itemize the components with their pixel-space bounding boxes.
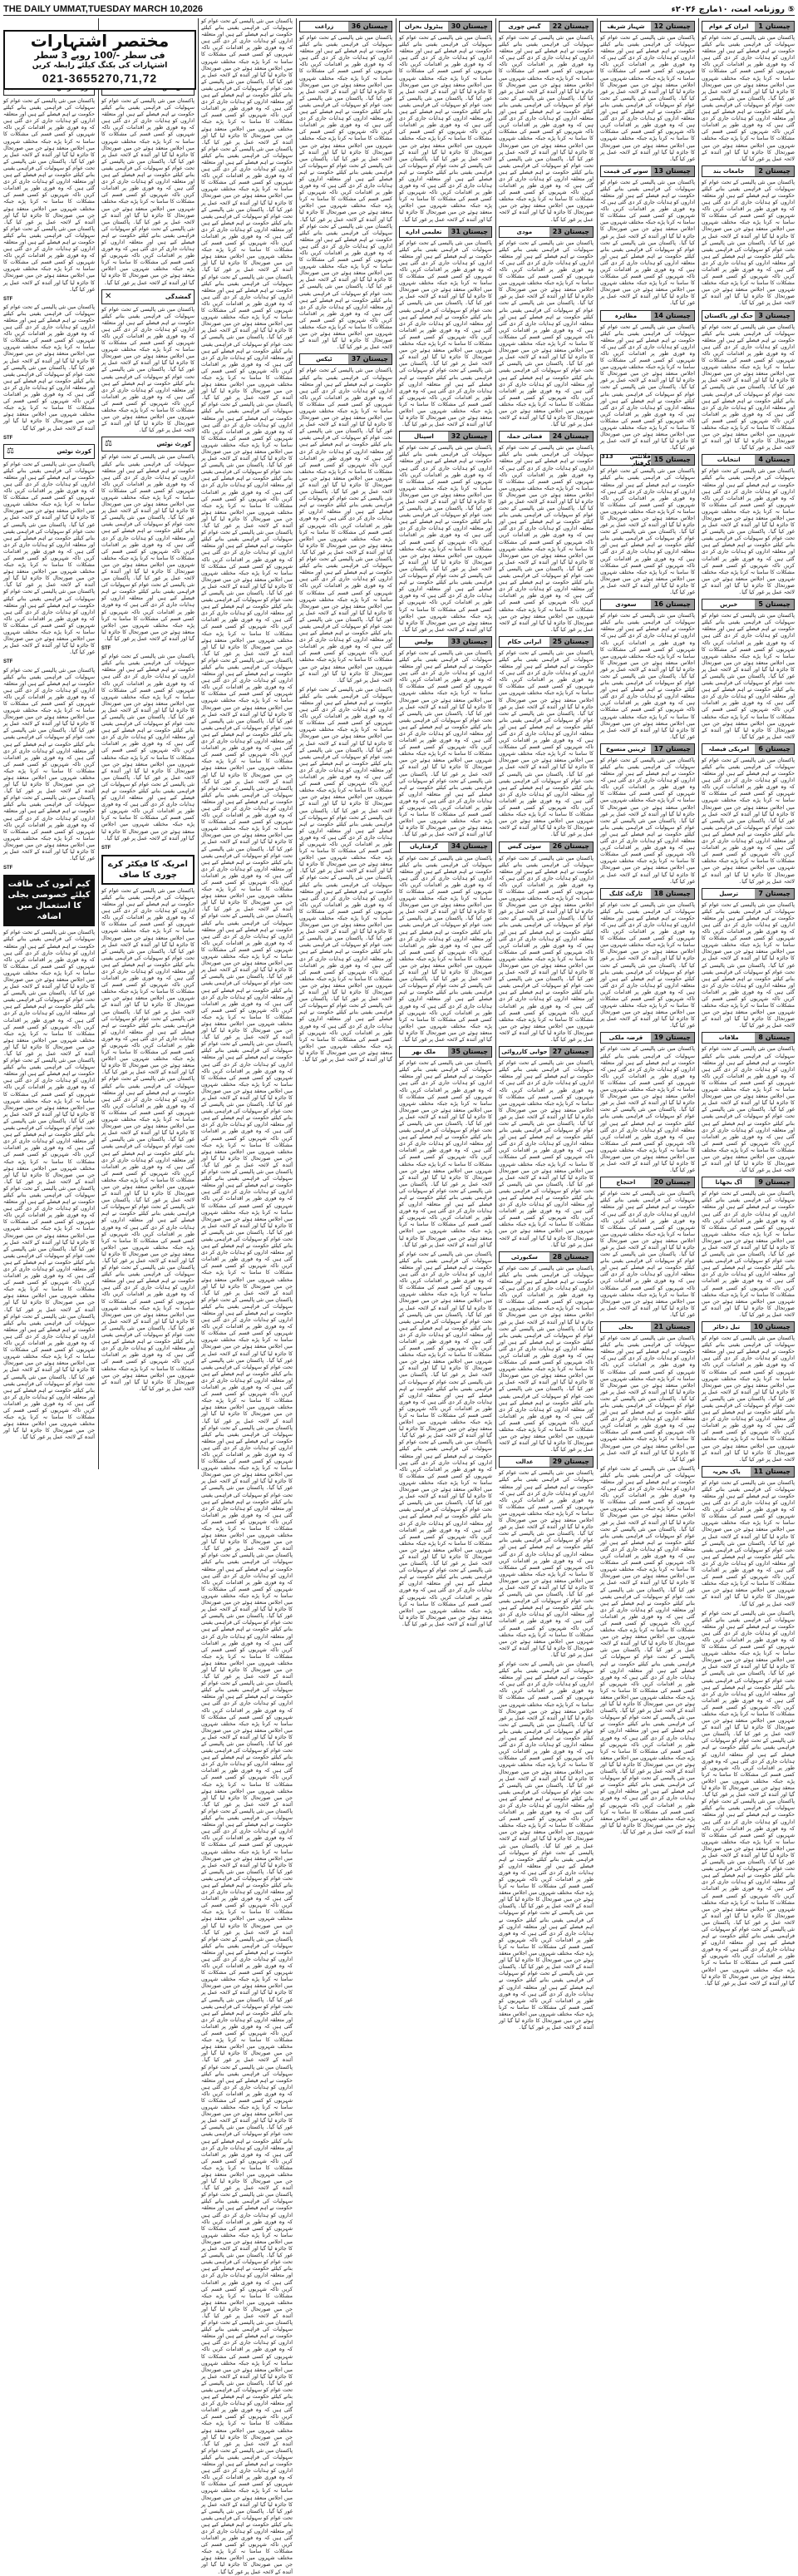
story-number: چیستان 26 <box>549 842 593 852</box>
story-title: عدالت <box>500 1457 549 1467</box>
article-text: پاکستان میں نئی پالیسی کے تحت عوام کو سہولیات کی فراہمی یقینی بنانے کیلئے حکومت نے اہم فیصلے کیے ہیں اور متعلقہ اداروں کو ہدایات جاری کر دی گئی ہیں کہ وہ فوری طور پر اقدامات کریں تاکہ شہریوں کو کسی قسم کی مشکلات کا سامنا نہ کرنا پڑے جبکہ مختلف شہروں میں اجلاس منعقد ہوئے جن میں صورتحال کا جائزہ لیا گیا اور آئندہ کے لائحہ عمل پر غور کیا گیا۔ پاکستان میں نئی پالیسی کے تحت عوام کو سہولیات کی فراہمی یقینی بنانے کیلئے حکومت نے اہم فیصلے کیے ہیں اور متعلقہ اداروں کو ہدایات جاری کر دی گئی ہیں کہ وہ فوری طور پر اقدامات کریں تاکہ شہریوں کو کسی قسم کی مشکلات کا سامنا نہ کرنا پڑے جبکہ مختلف شہروں میں اجلاس منعقد ہوئے جن میں صورتحال کا جائزہ لیا گیا اور آئندہ کے لائحہ عمل پر غور کیا گیا۔ <box>702 1335 795 1463</box>
story-header <box>702 310 795 322</box>
story-number: چیستان 9 <box>755 1177 794 1187</box>
story-title: بجلی <box>601 1322 651 1332</box>
column-divider <box>198 18 199 1469</box>
stf-tag: STF <box>3 659 13 665</box>
article-text: پاکستان میں نئی پالیسی کے تحت عوام کو سہولیات کی فراہمی یقینی بنانے کیلئے حکومت نے اہم فیصلے کیے ہیں اور متعلقہ اداروں کو ہدایات جاری کر دی گئی ہیں کہ وہ فوری طور پر اقدامات کریں تاکہ شہریوں کو کسی قسم کی مشکلات کا سامنا نہ کرنا پڑے جبکہ مختلف شہروں میں اجلاس منعقد ہوئے جن میں صورتحال کا جائزہ لیا گیا اور آئندہ کے لائحہ عمل پر غور کیا گیا۔ پاکستان میں نئی پالیسی کے تحت عوام کو سہولیات کی فراہمی یقینی بنانے کیلئے حکومت نے اہم فیصلے کیے ہیں اور متعلقہ اداروں کو ہدایات جاری کر دی گئی ہیں کہ وہ فوری طور پر اقدامات کریں تاکہ شہریوں کو کسی قسم کی مشکلات کا سامنا نہ کرنا پڑے جبکہ مختلف شہروں میں اجلاس منعقد ہوئے جن میں صورتحال کا جائزہ لیا گیا اور آئندہ کے لائحہ عمل پر غور کیا گیا۔ پاکستان میں نئی پالیسی کے تحت عوام کو سہولیات کی فراہمی یقینی بنانے کیلئے حکومت نے اہم فیصلے کیے ہیں اور متعلقہ اداروں کو ہدایات جاری کر دی گئی ہیں کہ وہ فوری طور پر اقدامات کریں تاکہ شہریوں کو کسی قسم کی مشکلات کا سامنا نہ کرنا پڑے جبکہ مختلف شہروں میں اجلاس منعقد ہوئے جن میں صورتحال کا جائزہ لیا گیا اور آئندہ کے لائحہ عمل پر غور کیا گیا۔ <box>399 649 492 838</box>
article-text: پاکستان میں نئی پالیسی کے تحت عوام کو سہولیات کی فراہمی یقینی بنانے کیلئے حکومت نے اہم فیصلے کیے ہیں اور متعلقہ اداروں کو ہدایات جاری کر دی گئی ہیں کہ وہ فوری طور پر اقدامات کریں تاکہ شہریوں کو کسی قسم کی مشکلات کا سامنا نہ کرنا پڑے جبکہ مختلف شہروں میں اجلاس منعقد ہوئے جن میں صورتحال کا جائزہ لیا گیا اور آئندہ کے لائحہ عمل پر غور کیا گیا۔ پاکستان میں نئی پالیسی کے تحت عوام کو سہولیات کی فراہمی یقینی بنانے کیلئے حکومت نے اہم فیصلے کیے ہیں اور متعلقہ اداروں کو ہدایات جاری کر دی گئی ہیں کہ وہ فوری طور پر اقدامات کریں تاکہ شہریوں کو کسی قسم کی مشکلات کا سامنا نہ کرنا پڑے جبکہ مختلف شہروں میں اجلاس منعقد ہوئے جن میں صورتحال کا جائزہ لیا گیا اور آئندہ کے لائحہ عمل پر غور کیا گیا۔ پاکستان میں نئی پالیسی کے تحت عوام کو سہولیات کی فراہمی یقینی بنانے کیلئے حکومت نے اہم فیصلے کیے ہیں اور متعلقہ اداروں کو ہدایات جاری کر دی گئی ہیں کہ وہ فوری طور پر اقدامات کریں تاکہ شہریوں کو کسی قسم کی مشکلات کا سامنا نہ کرنا پڑے جبکہ مختلف شہروں میں اجلاس منعقد ہوئے جن میں صورتحال کا جائزہ لیا گیا اور آئندہ کے لائحہ عمل پر غور کیا گیا۔ پاکستان میں نئی پالیسی کے تحت عوام کو سہولیات کی فراہمی یقینی بنانے کیلئے حکومت نے اہم فیصلے کیے ہیں اور متعلقہ اداروں کو ہدایات جاری کر دی گئی ہیں کہ وہ فوری طور پر اقدامات کریں تاکہ شہریوں کو کسی قسم کی مشکلات کا سامنا نہ کرنا پڑے جبکہ مختلف شہروں میں اجلاس منعقد ہوئے جن میں صورتحال کا جائزہ لیا گیا اور آئندہ کے لائحہ عمل پر غور کیا گیا۔ پاکستان میں نئی پالیسی کے تحت عوام کو سہولیات کی فراہمی یقینی بنانے کیلئے حکومت نے اہم فیصلے کیے ہیں اور متعلقہ اداروں کو ہدایات جاری کر دی گئی ہیں کہ وہ فوری طور پر اقدامات کریں تاکہ شہریوں کو کسی قسم کی مشکلات کا سامنا نہ کرنا پڑے جبکہ مختلف شہروں میں اجلاس منعقد ہوئے جن میں صورتحال کا جائزہ لیا گیا اور آئندہ کے لائحہ عمل پر غور کیا گیا۔ پاکستان میں نئی پالیسی کے تحت عوام کو سہولیات کی فراہمی یقینی بنانے کیلئے حکومت نے اہم فیصلے کیے ہیں اور متعلقہ اداروں کو ہدایات جاری کر دی گئی ہیں کہ وہ فوری طور پر اقدامات کریں تاکہ شہریوں کو کسی قسم کی مشکلات کا سامنا نہ کرنا پڑے جبکہ مختلف شہروں میں اجلاس منعقد ہوئے جن میں صورتحال کا جائزہ لیا گیا اور آئندہ کے لائحہ عمل پر غور کیا گیا۔ <box>399 1251 492 1627</box>
article-text: پاکستان میں نئی پالیسی کے تحت عوام کو سہولیات کی فراہمی یقینی بنانے کیلئے حکومت نے اہم فیصلے کیے ہیں اور متعلقہ اداروں کو ہدایات جاری کر دی گئی ہیں کہ وہ فوری طور پر اقدامات کریں تاکہ شہریوں کو کسی قسم کی مشکلات کا سامنا نہ کرنا پڑے جبکہ مختلف شہروں میں اجلاس منعقد ہوئے جن میں صورتحال کا جائزہ لیا گیا اور آئندہ کے لائحہ عمل پر غور کیا گیا۔ پاکستان میں نئی پالیسی کے تحت عوام کو سہولیات کی فراہمی یقینی بنانے کیلئے حکومت نے اہم فیصلے کیے ہیں اور متعلقہ اداروں کو ہدایات جاری کر دی گئی ہیں کہ وہ فوری طور پر اقدامات کریں تاکہ شہریوں کو کسی قسم کی مشکلات کا سامنا نہ کرنا پڑے جبکہ مختلف شہروں میں اجلاس منعقد ہوئے جن میں صورتحال کا جائزہ لیا گیا اور آئندہ کے لائحہ عمل پر غور کیا گیا۔ پاکستان میں نئی پالیسی کے تحت عوام کو سہولیات کی فراہمی یقینی بنانے کیلئے حکومت نے اہم فیصلے کیے ہیں اور متعلقہ اداروں کو ہدایات جاری کر دی گئی ہیں کہ وہ فوری طور پر اقدامات کریں تاکہ شہریوں کو کسی قسم کی مشکلات کا سامنا نہ کرنا پڑے جبکہ مختلف شہروں میں اجلاس منعقد ہوئے جن میں صورتحال کا جائزہ لیا گیا اور آئندہ کے لائحہ عمل پر غور کیا گیا۔ پاکستان میں نئی پالیسی کے تحت عوام کو سہولیات کی فراہمی یقینی بنانے کیلئے حکومت نے اہم فیصلے کیے ہیں اور متعلقہ اداروں کو ہدایات جاری کر دی گئی ہیں کہ وہ فوری طور پر اقدامات کریں تاکہ شہریوں کو کسی قسم کی مشکلات کا سامنا نہ کرنا پڑے جبکہ مختلف شہروں میں اجلاس منعقد ہوئے جن میں صورتحال کا جائزہ لیا گیا اور آئندہ کے لائحہ عمل پر غور کیا گیا۔ پاکستان میں نئی پالیسی کے تحت عوام کو سہولیات کی فراہمی یقینی بنانے کیلئے حکومت نے اہم فیصلے کیے ہیں اور متعلقہ اداروں کو ہدایات جاری کر دی گئی ہیں کہ وہ فوری طور پر اقدامات کریں تاکہ شہریوں کو کسی قسم کی مشکلات کا سامنا نہ کرنا پڑے جبکہ مختلف شہروں میں اجلاس منعقد ہوئے جن میں صورتحال کا جائزہ لیا گیا اور آئندہ کے لائحہ عمل پر غور کیا گیا۔ پاکستان میں نئی پالیسی کے تحت عوام کو سہولیات کی فراہمی یقینی بنانے کیلئے حکومت نے اہم فیصلے کیے ہیں اور متعلقہ اداروں کو ہدایات جاری کر دی گئی ہیں کہ وہ فوری طور پر اقدامات کریں تاکہ شہریوں کو کسی قسم کی مشکلات کا سامنا نہ کرنا پڑے جبکہ مختلف شہروں میں اجلاس منعقد ہوئے جن میں صورتحال کا جائزہ لیا گیا اور آئندہ کے لائحہ عمل پر غور کیا گیا۔ پاکستان میں نئی پالیسی کے تحت عوام کو سہولیات کی فراہمی یقینی بنانے کیلئے حکومت نے اہم فیصلے کیے ہیں اور متعلقہ اداروں کو ہدایات جاری کر دی گئی ہیں کہ وہ فوری طور پر اقدامات کریں تاکہ شہریوں کو کسی قسم کی مشکلات کا سامنا نہ کرنا پڑے جبکہ مختلف شہروں میں اجلاس منعقد ہوئے جن میں صورتحال کا جائزہ لیا گیا اور آئندہ کے لائحہ عمل پر غور کیا گیا۔ پاکستان میں نئی پالیسی کے تحت عوام کو سہولیات کی فراہمی یقینی بنانے کیلئے حکومت نے اہم فیصلے کیے ہیں اور متعلقہ اداروں کو ہدایات جاری کر دی گئی ہیں کہ وہ فوری طور پر اقدامات کریں تاکہ شہریوں کو کسی قسم کی مشکلات کا سامنا نہ کرنا پڑے جبکہ مختلف شہروں میں اجلاس منعقد ہوئے جن میں صورتحال کا جائزہ لیا گیا اور آئندہ کے لائحہ عمل پر غور کیا گیا۔ <box>101 887 195 1392</box>
article-text: پاکستان میں نئی پالیسی کے تحت عوام کو سہولیات کی فراہمی یقینی بنانے کیلئے حکومت نے اہم فیصلے کیے ہیں اور متعلقہ اداروں کو ہدایات جاری کر دی گئی ہیں کہ وہ فوری طور پر اقدامات کریں تاکہ شہریوں کو کسی قسم کی مشکلات کا سامنا نہ کرنا پڑے جبکہ مختلف شہروں میں اجلاس منعقد ہوئے جن میں صورتحال کا جائزہ لیا گیا اور آئندہ کے لائحہ عمل پر غور کیا گیا۔ پاکستان میں نئی پالیسی کے تحت عوام کو سہولیات کی فراہمی یقینی بنانے کیلئے حکومت نے اہم فیصلے کیے ہیں اور متعلقہ اداروں کو ہدایات جاری کر دی گئی ہیں کہ وہ فوری طور پر اقدامات کریں تاکہ شہریوں کو کسی قسم کی مشکلات کا سامنا نہ کرنا پڑے جبکہ مختلف شہروں میں اجلاس منعقد ہوئے جن میں صورتحال کا جائزہ لیا گیا اور آئندہ کے لائحہ عمل پر غور کیا گیا۔ پاکستان میں نئی پالیسی کے تحت عوام کو سہولیات کی فراہمی یقینی بنانے کیلئے حکومت نے اہم فیصلے کیے ہیں اور متعلقہ اداروں کو ہدایات جاری کر دی گئی ہیں کہ وہ فوری طور پر اقدامات کریں تاکہ شہریوں کو کسی قسم کی مشکلات کا سامنا نہ کرنا پڑے جبکہ مختلف شہروں میں اجلاس منعقد ہوئے جن میں صورتحال کا جائزہ لیا گیا اور آئندہ کے لائحہ عمل پر غور کیا گیا۔ <box>3 461 95 656</box>
article-text: پاکستان میں نئی پالیسی کے تحت عوام کو سہولیات کی فراہمی یقینی بنانے کیلئے حکومت نے اہم فیصلے کیے ہیں اور متعلقہ اداروں کو ہدایات جاری کر دی گئی ہیں کہ وہ فوری طور پر اقدامات کریں تاکہ شہریوں کو کسی قسم کی مشکلات کا سامنا نہ کرنا پڑے جبکہ مختلف شہروں میں اجلاس منعقد ہوئے جن میں صورتحال کا جائزہ لیا گیا اور آئندہ کے لائحہ عمل پر غور کیا گیا۔ پاکستان میں نئی پالیسی کے تحت عوام کو سہولیات کی فراہمی یقینی بنانے کیلئے حکومت نے اہم فیصلے کیے ہیں اور متعلقہ اداروں کو ہدایات جاری کر دی گئی ہیں کہ وہ فوری طور پر اقدامات کریں تاکہ شہریوں کو کسی قسم کی مشکلات کا سامنا نہ کرنا پڑے جبکہ مختلف شہروں میں اجلاس منعقد ہوئے جن میں صورتحال کا جائزہ لیا گیا اور آئندہ کے لائحہ عمل پر غور کیا گیا۔ <box>600 323 695 452</box>
ad-phone: 021-3655270,71,72 <box>42 72 158 85</box>
newspaper-page <box>3 3 795 2575</box>
story-title: سوئی گیس <box>500 842 549 852</box>
story-title: ایران کے عوام <box>702 22 755 32</box>
article-text: پاکستان میں نئی پالیسی کے تحت عوام کو سہولیات کی فراہمی یقینی بنانے کیلئے حکومت نے اہم فیصلے کیے ہیں اور متعلقہ اداروں کو ہدایات جاری کر دی گئی ہیں کہ وہ فوری طور پر اقدامات کریں تاکہ شہریوں کو کسی قسم کی مشکلات کا سامنا نہ کرنا پڑے جبکہ مختلف شہروں میں اجلاس منعقد ہوئے جن میں صورتحال کا جائزہ لیا گیا اور آئندہ کے لائحہ عمل پر غور کیا گیا۔ پاکستان میں نئی پالیسی کے تحت عوام کو سہولیات کی فراہمی یقینی بنانے کیلئے حکومت نے اہم فیصلے کیے ہیں اور متعلقہ اداروں کو ہدایات جاری کر دی گئی ہیں کہ وہ فوری طور پر اقدامات کریں تاکہ شہریوں کو کسی قسم کی مشکلات کا سامنا نہ کرنا پڑے جبکہ مختلف شہروں میں اجلاس منعقد ہوئے جن میں صورتحال کا جائزہ لیا گیا اور آئندہ کے لائحہ عمل پر غور کیا گیا۔ پاکستان میں نئی پالیسی کے تحت عوام کو سہولیات کی فراہمی یقینی بنانے کیلئے حکومت نے اہم فیصلے کیے ہیں اور متعلقہ اداروں کو ہدایات جاری کر دی گئی ہیں کہ وہ فوری طور پر اقدامات کریں تاکہ شہریوں کو کسی قسم کی مشکلات کا سامنا نہ کرنا پڑے جبکہ مختلف شہروں میں اجلاس منعقد ہوئے جن میں صورتحال کا جائزہ لیا گیا اور آئندہ کے لائحہ عمل پر غور کیا گیا۔ <box>499 1470 594 1658</box>
classified-ad-box <box>3 30 196 90</box>
story-header <box>600 1321 695 1333</box>
column-divider <box>597 18 598 1469</box>
article-text: پاکستان میں نئی پالیسی کے تحت عوام کو سہولیات کی فراہمی یقینی بنانے کیلئے حکومت نے اہم فیصلے کیے ہیں اور متعلقہ اداروں کو ہدایات جاری کر دی گئی ہیں کہ وہ فوری طور پر اقدامات کریں تاکہ شہریوں کو کسی قسم کی مشکلات کا سامنا نہ کرنا پڑے جبکہ مختلف شہروں میں اجلاس منعقد ہوئے جن میں صورتحال کا جائزہ لیا گیا اور آئندہ کے لائحہ عمل پر غور کیا گیا۔ پاکستان میں نئی پالیسی کے تحت عوام کو سہولیات کی فراہمی یقینی بنانے کیلئے حکومت نے اہم فیصلے کیے ہیں اور متعلقہ اداروں کو ہدایات جاری کر دی گئی ہیں کہ وہ فوری طور پر اقدامات کریں تاکہ شہریوں کو کسی قسم کی مشکلات کا سامنا نہ کرنا پڑے جبکہ مختلف شہروں میں اجلاس منعقد ہوئے جن میں صورتحال کا جائزہ لیا گیا اور آئندہ کے لائحہ عمل پر غور کیا گیا۔ <box>600 1335 695 1463</box>
story-header <box>600 21 695 32</box>
story-title: اسپتال <box>400 432 448 442</box>
masthead <box>3 3 795 16</box>
story-number: چیستان 29 <box>549 1457 593 1467</box>
gavel-icon: ⚖ <box>7 446 14 456</box>
story-number: چیستان 4 <box>755 455 794 465</box>
column-divider <box>698 18 699 1469</box>
story-number: چیستان 13 <box>651 166 694 176</box>
story-number: چیستان 35 <box>448 1047 491 1057</box>
story-header <box>399 21 492 32</box>
story-title: قرضہ ملکی <box>601 1033 651 1043</box>
story-number: چیستان 23 <box>549 227 593 237</box>
article-text: پاکستان میں نئی پالیسی کے تحت عوام کو سہولیات کی فراہمی یقینی بنانے کیلئے حکومت نے اہم فیصلے کیے ہیں اور متعلقہ اداروں کو ہدایات جاری کر دی گئی ہیں کہ وہ فوری طور پر اقدامات کریں تاکہ شہریوں کو کسی قسم کی مشکلات کا سامنا نہ کرنا پڑے جبکہ مختلف شہروں میں اجلاس منعقد ہوئے جن میں صورتحال کا جائزہ لیا گیا اور آئندہ کے لائحہ عمل پر غور کیا گیا۔ پاکستان میں نئی پالیسی کے تحت عوام کو سہولیات کی فراہمی یقینی بنانے کیلئے حکومت نے اہم فیصلے کیے ہیں اور متعلقہ اداروں کو ہدایات جاری کر دی گئی ہیں کہ وہ فوری طور پر اقدامات کریں تاکہ شہریوں کو کسی قسم کی مشکلات کا سامنا نہ کرنا پڑے جبکہ مختلف شہروں میں اجلاس منعقد ہوئے جن میں صورتحال کا جائزہ لیا گیا اور آئندہ کے لائحہ عمل پر غور کیا گیا۔ <box>702 757 795 885</box>
story-header <box>399 431 492 442</box>
article-text: پاکستان میں نئی پالیسی کے تحت عوام کو سہولیات کی فراہمی یقینی بنانے کیلئے حکومت نے اہم فیصلے کیے ہیں اور متعلقہ اداروں کو ہدایات جاری کر دی گئی ہیں کہ وہ فوری طور پر اقدامات کریں تاکہ شہریوں کو کسی قسم کی مشکلات کا سامنا نہ کرنا پڑے جبکہ مختلف شہروں میں اجلاس منعقد ہوئے جن میں صورتحال کا جائزہ لیا گیا اور آئندہ کے لائحہ عمل پر غور کیا گیا۔ پاکستان میں نئی پالیسی کے تحت عوام کو سہولیات کی فراہمی یقینی بنانے کیلئے حکومت نے اہم فیصلے کیے ہیں اور متعلقہ اداروں کو ہدایات جاری کر دی گئی ہیں کہ وہ فوری طور پر اقدامات کریں تاکہ شہریوں کو کسی قسم کی مشکلات کا سامنا نہ کرنا پڑے جبکہ مختلف شہروں میں اجلاس منعقد ہوئے جن میں صورتحال کا جائزہ لیا گیا اور آئندہ کے لائحہ عمل پر غور کیا گیا۔ پاکستان میں نئی پالیسی کے تحت عوام کو سہولیات کی فراہمی یقینی بنانے کیلئے حکومت نے اہم فیصلے کیے ہیں اور متعلقہ اداروں کو ہدایات جاری کر دی گئی ہیں کہ وہ فوری طور پر اقدامات کریں تاکہ شہریوں کو کسی قسم کی مشکلات کا سامنا نہ کرنا پڑے جبکہ مختلف شہروں میں اجلاس منعقد ہوئے جن میں صورتحال کا جائزہ لیا گیا اور آئندہ کے لائحہ عمل پر غور کیا گیا۔ پاکستان میں نئی پالیسی کے تحت عوام کو سہولیات کی فراہمی یقینی بنانے کیلئے حکومت نے اہم فیصلے کیے ہیں اور متعلقہ اداروں کو ہدایات جاری کر دی گئی ہیں کہ وہ فوری طور پر اقدامات کریں تاکہ شہریوں کو کسی قسم کی مشکلات کا سامنا نہ کرنا پڑے جبکہ مختلف شہروں میں اجلاس منعقد ہوئے جن میں صورتحال کا جائزہ لیا گیا اور آئندہ کے لائحہ عمل پر غور کیا گیا۔ پاکستان میں نئی پالیسی کے تحت عوام کو سہولیات کی فراہمی یقینی بنانے کیلئے حکومت نے اہم فیصلے کیے ہیں اور متعلقہ اداروں کو ہدایات جاری کر دی گئی ہیں کہ وہ فوری طور پر اقدامات کریں تاکہ شہریوں کو کسی قسم کی مشکلات کا سامنا نہ کرنا پڑے جبکہ مختلف شہروں میں اجلاس منعقد ہوئے جن میں صورتحال کا جائزہ لیا گیا اور آئندہ کے لائحہ عمل پر غور کیا گیا۔ پاکستان میں نئی پالیسی کے تحت عوام کو سہولیات کی فراہمی یقینی بنانے کیلئے حکومت نے اہم فیصلے کیے ہیں اور متعلقہ اداروں کو ہدایات جاری کر دی گئی ہیں کہ وہ فوری طور پر اقدامات کریں تاکہ شہریوں کو کسی قسم کی مشکلات کا سامنا نہ کرنا پڑے جبکہ مختلف شہروں میں اجلاس منعقد ہوئے جن میں صورتحال کا جائزہ لیا گیا اور آئندہ کے لائحہ عمل پر غور کیا گیا۔ <box>299 686 392 1063</box>
story-header <box>702 1466 795 1478</box>
story-header <box>600 454 695 466</box>
article-text: پاکستان میں نئی پالیسی کے تحت عوام کو سہولیات کی فراہمی یقینی بنانے کیلئے حکومت نے اہم فیصلے کیے ہیں اور متعلقہ اداروں کو ہدایات جاری کر دی گئی ہیں کہ وہ فوری طور پر اقدامات کریں تاکہ شہریوں کو کسی قسم کی مشکلات کا سامنا نہ کرنا پڑے جبکہ مختلف شہروں میں اجلاس منعقد ہوئے جن میں صورتحال کا جائزہ لیا گیا اور آئندہ کے لائحہ عمل پر غور کیا گیا۔ پاکستان میں نئی پالیسی کے تحت عوام کو سہولیات کی فراہمی یقینی بنانے کیلئے حکومت نے اہم فیصلے کیے ہیں اور متعلقہ اداروں کو ہدایات جاری کر دی گئی ہیں کہ وہ فوری طور پر اقدامات کریں تاکہ شہریوں کو کسی قسم کی مشکلات کا سامنا نہ کرنا پڑے جبکہ مختلف شہروں میں اجلاس منعقد ہوئے جن میں صورتحال کا جائزہ لیا گیا اور آئندہ کے لائحہ عمل پر غور کیا گیا۔ <box>600 35 695 162</box>
article-text: پاکستان میں نئی پالیسی کے تحت عوام کو سہولیات کی فراہمی یقینی بنانے کیلئے حکومت نے اہم فیصلے کیے ہیں اور متعلقہ اداروں کو ہدایات جاری کر دی گئی ہیں کہ وہ فوری طور پر اقدامات کریں تاکہ شہریوں کو کسی قسم کی مشکلات کا سامنا نہ کرنا پڑے جبکہ مختلف شہروں میں اجلاس منعقد ہوئے جن میں صورتحال کا جائزہ لیا گیا اور آئندہ کے لائحہ عمل پر غور کیا گیا۔ پاکستان میں نئی پالیسی کے تحت عوام کو سہولیات کی فراہمی یقینی بنانے کیلئے حکومت نے اہم فیصلے کیے ہیں اور متعلقہ اداروں کو ہدایات جاری کر دی گئی ہیں کہ وہ فوری طور پر اقدامات کریں تاکہ شہریوں کو کسی قسم کی مشکلات کا سامنا نہ کرنا پڑے جبکہ مختلف شہروں میں اجلاس منعقد ہوئے جن میں صورتحال کا جائزہ لیا گیا اور آئندہ کے لائحہ عمل پر غور کیا گیا۔ پاکستان میں نئی پالیسی کے تحت عوام کو سہولیات کی فراہمی یقینی بنانے کیلئے حکومت نے اہم فیصلے کیے ہیں اور متعلقہ اداروں کو ہدایات جاری کر دی گئی ہیں کہ وہ فوری طور پر اقدامات کریں تاکہ شہریوں کو کسی قسم کی مشکلات کا سامنا نہ کرنا پڑے جبکہ مختلف شہروں میں اجلاس منعقد ہوئے جن میں صورتحال کا جائزہ لیا گیا اور آئندہ کے لائحہ عمل پر غور کیا گیا۔ <box>499 35 594 223</box>
story-title: مودی <box>500 227 549 237</box>
story-title: ترسیل <box>702 889 755 899</box>
notice-header <box>101 437 195 452</box>
story-header <box>499 1251 594 1263</box>
story-header <box>499 1046 594 1058</box>
story-title: آگ بجھانا <box>702 1177 755 1187</box>
promo-box: امریکہ کا فیکٹر کرے چوری کا صاف <box>101 855 195 885</box>
story-title: ملاقات <box>702 1033 755 1043</box>
story-header <box>600 1177 695 1188</box>
story-header <box>702 165 795 177</box>
story-number: چیستان 33 <box>448 637 491 647</box>
article-text: پاکستان میں نئی پالیسی کے تحت عوام کو سہولیات کی فراہمی یقینی بنانے کیلئے حکومت نے اہم فیصلے کیے ہیں اور متعلقہ اداروں کو ہدایات جاری کر دی گئی ہیں کہ وہ فوری طور پر اقدامات کریں تاکہ شہریوں کو کسی قسم کی مشکلات کا سامنا نہ کرنا پڑے جبکہ مختلف شہروں میں اجلاس منعقد ہوئے جن میں صورتحال کا جائزہ لیا گیا اور آئندہ کے لائحہ عمل پر غور کیا گیا۔ پاکستان میں نئی پالیسی کے تحت عوام کو سہولیات کی فراہمی یقینی بنانے کیلئے حکومت نے اہم فیصلے کیے ہیں اور متعلقہ اداروں کو ہدایات جاری کر دی گئی ہیں کہ وہ فوری طور پر اقدامات کریں تاکہ شہریوں کو کسی قسم کی مشکلات کا سامنا نہ کرنا پڑے جبکہ مختلف شہروں میں اجلاس منعقد ہوئے جن میں صورتحال کا جائزہ لیا گیا اور آئندہ کے لائحہ عمل پر غور کیا گیا۔ پاکستان میں نئی پالیسی کے تحت عوام کو سہولیات کی فراہمی یقینی بنانے کیلئے حکومت نے اہم فیصلے کیے ہیں اور متعلقہ اداروں کو ہدایات جاری کر دی گئی ہیں کہ وہ فوری طور پر اقدامات کریں تاکہ شہریوں کو کسی قسم کی مشکلات کا سامنا نہ کرنا پڑے جبکہ مختلف شہروں میں اجلاس منعقد ہوئے جن میں صورتحال کا جائزہ لیا گیا اور آئندہ کے لائحہ عمل پر غور کیا گیا۔ پاکستان میں نئی پالیسی کے تحت عوام کو سہولیات کی فراہمی یقینی بنانے کیلئے حکومت نے اہم فیصلے کیے ہیں اور متعلقہ اداروں کو ہدایات جاری کر دی گئی ہیں کہ وہ فوری طور پر اقدامات کریں تاکہ شہریوں کو کسی قسم کی مشکلات کا سامنا نہ کرنا پڑے جبکہ مختلف شہروں میں اجلاس منعقد ہوئے جن میں صورتحال کا جائزہ لیا گیا اور آئندہ کے لائحہ عمل پر غور کیا گیا۔ پاکستان میں نئی پالیسی کے تحت عوام کو سہولیات کی فراہمی یقینی بنانے کیلئے حکومت نے اہم فیصلے کیے ہیں اور متعلقہ اداروں کو ہدایات جاری کر دی گئی ہیں کہ وہ فوری طور پر اقدامات کریں تاکہ شہریوں کو کسی قسم کی مشکلات کا سامنا نہ کرنا پڑے جبکہ مختلف شہروں میں اجلاس منعقد ہوئے جن میں صورتحال کا جائزہ لیا گیا اور آئندہ کے لائحہ عمل پر غور کیا گیا۔ <box>299 368 392 683</box>
story-number: چیستان 25 <box>549 637 593 647</box>
article-text: پاکستان میں نئی پالیسی کے تحت عوام کو سہولیات کی فراہمی یقینی بنانے کیلئے حکومت نے اہم فیصلے کیے ہیں اور متعلقہ اداروں کو ہدایات جاری کر دی گئی ہیں کہ وہ فوری طور پر اقدامات کریں تاکہ شہریوں کو کسی قسم کی مشکلات کا سامنا نہ کرنا پڑے جبکہ مختلف شہروں میں اجلاس منعقد ہوئے جن میں صورتحال کا جائزہ لیا گیا اور آئندہ کے لائحہ عمل پر غور کیا گیا۔ پاکستان میں نئی پالیسی کے تحت عوام کو سہولیات کی فراہمی یقینی بنانے کیلئے حکومت نے اہم فیصلے کیے ہیں اور متعلقہ اداروں کو ہدایات جاری کر دی گئی ہیں کہ وہ فوری طور پر اقدامات کریں تاکہ شہریوں کو کسی قسم کی مشکلات کا سامنا نہ کرنا پڑے جبکہ مختلف شہروں میں اجلاس منعقد ہوئے جن میں صورتحال کا جائزہ لیا گیا اور آئندہ کے لائحہ عمل پر غور کیا گیا۔ پاکستان میں نئی پالیسی کے تحت عوام کو سہولیات کی فراہمی یقینی بنانے کیلئے حکومت نے اہم فیصلے کیے ہیں اور متعلقہ اداروں کو ہدایات جاری کر دی گئی ہیں کہ وہ فوری طور پر اقدامات کریں تاکہ شہریوں کو کسی قسم کی مشکلات کا سامنا نہ کرنا پڑے جبکہ مختلف شہروں میں اجلاس منعقد ہوئے جن میں صورتحال کا جائزہ لیا گیا اور آئندہ کے لائحہ عمل پر غور کیا گیا۔ <box>399 239 492 428</box>
ad-note: اشتہارات کی بکنگ کیلئے رابطہ کریں <box>32 62 168 70</box>
story-number: چیستان 11 <box>751 1467 794 1477</box>
article-text: پاکستان میں نئی پالیسی کے تحت عوام کو سہولیات کی فراہمی یقینی بنانے کیلئے حکومت نے اہم فیصلے کیے ہیں اور متعلقہ اداروں کو ہدایات جاری کر دی گئی ہیں کہ وہ فوری طور پر اقدامات کریں تاکہ شہریوں کو کسی قسم کی مشکلات کا سامنا نہ کرنا پڑے جبکہ مختلف شہروں میں اجلاس منعقد ہوئے جن میں صورتحال کا جائزہ لیا گیا اور آئندہ کے لائحہ عمل پر غور کیا گیا۔ پاکستان میں نئی پالیسی کے تحت عوام کو سہولیات کی فراہمی یقینی بنانے کیلئے حکومت نے اہم فیصلے کیے ہیں اور متعلقہ اداروں کو ہدایات جاری کر دی گئی ہیں کہ وہ فوری طور پر اقدامات کریں تاکہ شہریوں کو کسی قسم کی مشکلات کا سامنا نہ کرنا پڑے جبکہ مختلف شہروں میں اجلاس منعقد ہوئے جن میں صورتحال کا جائزہ لیا گیا اور آئندہ کے لائحہ عمل پر غور کیا گیا۔ پاکستان میں نئی پالیسی کے تحت عوام کو سہولیات کی فراہمی یقینی بنانے کیلئے حکومت نے اہم فیصلے کیے ہیں اور متعلقہ اداروں کو ہدایات جاری کر دی گئی ہیں کہ وہ فوری طور پر اقدامات کریں تاکہ شہریوں کو کسی قسم کی مشکلات کا سامنا نہ کرنا پڑے جبکہ مختلف شہروں میں اجلاس منعقد ہوئے جن میں صورتحال کا جائزہ لیا گیا اور آئندہ کے لائحہ عمل پر غور کیا گیا۔ پاکستان میں نئی پالیسی کے تحت عوام کو سہولیات کی فراہمی یقینی بنانے کیلئے حکومت نے اہم فیصلے کیے ہیں اور متعلقہ اداروں کو ہدایات جاری کر دی گئی ہیں کہ وہ فوری طور پر اقدامات کریں تاکہ شہریوں کو کسی قسم کی مشکلات کا سامنا نہ کرنا پڑے جبکہ مختلف شہروں میں اجلاس منعقد ہوئے جن میں صورتحال کا جائزہ لیا گیا اور آئندہ کے لائحہ عمل پر غور کیا گیا۔ پاکستان میں نئی پالیسی کے تحت عوام کو سہولیات کی فراہمی یقینی بنانے کیلئے حکومت نے اہم فیصلے کیے ہیں اور متعلقہ اداروں کو ہدایات جاری کر دی گئی ہیں کہ وہ فوری طور پر اقدامات کریں تاکہ شہریوں کو کسی قسم کی مشکلات کا سامنا نہ کرنا پڑے جبکہ مختلف شہروں میں اجلاس منعقد ہوئے جن میں صورتحال کا جائزہ لیا گیا اور آئندہ کے لائحہ عمل پر غور کیا گیا۔ <box>299 35 392 351</box>
story-title: فلائٹس 313 گرفتار <box>601 453 651 467</box>
story-title: ٹیکس <box>300 354 348 364</box>
column-2 <box>600 18 695 1835</box>
story-header <box>702 1177 795 1188</box>
article-text: پاکستان میں نئی پالیسی کے تحت عوام کو سہولیات کی فراہمی یقینی بنانے کیلئے حکومت نے اہم فیصلے کیے ہیں اور متعلقہ اداروں کو ہدایات جاری کر دی گئی ہیں کہ وہ فوری طور پر اقدامات کریں تاکہ شہریوں کو کسی قسم کی مشکلات کا سامنا نہ کرنا پڑے جبکہ مختلف شہروں میں اجلاس منعقد ہوئے جن میں صورتحال کا جائزہ لیا گیا اور آئندہ کے لائحہ عمل پر غور کیا گیا۔ پاکستان میں نئی پالیسی کے تحت عوام کو سہولیات کی فراہمی یقینی بنانے کیلئے حکومت نے اہم فیصلے کیے ہیں اور متعلقہ اداروں کو ہدایات جاری کر دی گئی ہیں کہ وہ فوری طور پر اقدامات کریں تاکہ شہریوں کو کسی قسم کی مشکلات کا سامنا نہ کرنا پڑے جبکہ مختلف شہروں میں اجلاس منعقد ہوئے جن میں صورتحال کا جائزہ لیا گیا اور آئندہ کے لائحہ عمل پر غور کیا گیا۔ پاکستان میں نئی پالیسی کے تحت عوام کو سہولیات کی فراہمی یقینی بنانے کیلئے حکومت نے اہم فیصلے کیے ہیں اور متعلقہ اداروں کو ہدایات جاری کر دی گئی ہیں کہ وہ فوری طور پر اقدامات کریں تاکہ شہریوں کو کسی قسم کی مشکلات کا سامنا نہ کرنا پڑے جبکہ مختلف شہروں میں اجلاس منعقد ہوئے جن میں صورتحال کا جائزہ لیا گیا اور آئندہ کے لائحہ عمل پر غور کیا گیا۔ <box>499 239 594 428</box>
story-header <box>600 888 695 900</box>
story-number: چیستان 30 <box>448 22 491 32</box>
masthead-date-english: THE DAILY UMMAT,TUESDAY MARCH 10,2026 <box>3 4 204 14</box>
column-divider <box>98 18 99 1469</box>
notice-title: کورٹ نوٹس <box>57 447 91 455</box>
story-header <box>600 1032 695 1044</box>
story-title: تیل ذخائر <box>702 1322 751 1332</box>
column-4 <box>399 18 492 1627</box>
masthead-date-urdu: ⑤ روزنامہ امت، ۱۰مارچ ۲۰۲۶ء <box>671 4 795 14</box>
story-number: چیستان 3 <box>755 311 794 321</box>
story-header <box>600 599 695 610</box>
stf-tag: STF <box>3 866 13 871</box>
story-title: شہباز شریف <box>601 22 651 32</box>
story-number: چیستان 18 <box>651 889 694 899</box>
story-number: چیستان 10 <box>751 1322 794 1332</box>
story-number: چیستان 24 <box>549 432 593 442</box>
story-title: پولیس <box>400 637 448 647</box>
article-text: پاکستان میں نئی پالیسی کے تحت عوام کو سہولیات کی فراہمی یقینی بنانے کیلئے حکومت نے اہم فیصلے کیے ہیں اور متعلقہ اداروں کو ہدایات جاری کر دی گئی ہیں کہ وہ فوری طور پر اقدامات کریں تاکہ شہریوں کو کسی قسم کی مشکلات کا سامنا نہ کرنا پڑے جبکہ مختلف شہروں میں اجلاس منعقد ہوئے جن میں صورتحال کا جائزہ لیا گیا اور آئندہ کے لائحہ عمل پر غور کیا گیا۔ پاکستان میں نئی پالیسی کے تحت عوام کو سہولیات کی فراہمی یقینی بنانے کیلئے حکومت نے اہم فیصلے کیے ہیں اور متعلقہ اداروں کو ہدایات جاری کر دی گئی ہیں کہ وہ فوری طور پر اقدامات کریں تاکہ شہریوں کو کسی قسم کی مشکلات کا سامنا نہ کرنا پڑے جبکہ مختلف شہروں میں اجلاس منعقد ہوئے جن میں صورتحال کا جائزہ لیا گیا اور آئندہ کے لائحہ عمل پر غور کیا گیا۔ <box>702 468 795 596</box>
column-divider <box>495 18 496 1469</box>
column-3 <box>499 18 594 2031</box>
article-text: پاکستان میں نئی پالیسی کے تحت عوام کو سہولیات کی فراہمی یقینی بنانے کیلئے حکومت نے اہم فیصلے کیے ہیں اور متعلقہ اداروں کو ہدایات جاری کر دی گئی ہیں کہ وہ فوری طور پر اقدامات کریں تاکہ شہریوں کو کسی قسم کی مشکلات کا سامنا نہ کرنا پڑے جبکہ مختلف شہروں میں اجلاس منعقد ہوئے جن میں صورتحال کا جائزہ لیا گیا اور آئندہ کے لائحہ عمل پر غور کیا گیا۔ پاکستان میں نئی پالیسی کے تحت عوام کو سہولیات کی فراہمی یقینی بنانے کیلئے حکومت نے اہم فیصلے کیے ہیں اور متعلقہ اداروں کو ہدایات جاری کر دی گئی ہیں کہ وہ فوری طور پر اقدامات کریں تاکہ شہریوں کو کسی قسم کی مشکلات کا سامنا نہ کرنا پڑے جبکہ مختلف شہروں میں اجلاس منعقد ہوئے جن میں صورتحال کا جائزہ لیا گیا اور آئندہ کے لائحہ عمل پر غور کیا گیا۔ پاکستان میں نئی پالیسی کے تحت عوام کو سہولیات کی فراہمی یقینی بنانے کیلئے حکومت نے اہم فیصلے کیے ہیں اور متعلقہ اداروں کو ہدایات جاری کر دی گئی ہیں کہ وہ فوری طور پر اقدامات کریں تاکہ شہریوں کو کسی قسم کی مشکلات کا سامنا نہ کرنا پڑے جبکہ مختلف شہروں میں اجلاس منعقد ہوئے جن میں صورتحال کا جائزہ لیا گیا اور آئندہ کے لائحہ عمل پر غور کیا گیا۔ <box>101 654 195 841</box>
story-number: چیستان 6 <box>755 744 794 754</box>
article-text: پاکستان میں نئی پالیسی کے تحت عوام کو سہولیات کی فراہمی یقینی بنانے کیلئے حکومت نے اہم فیصلے کیے ہیں اور متعلقہ اداروں کو ہدایات جاری کر دی گئی ہیں کہ وہ فوری طور پر اقدامات کریں تاکہ شہریوں کو کسی قسم کی مشکلات کا سامنا نہ کرنا پڑے جبکہ مختلف شہروں میں اجلاس منعقد ہوئے جن میں صورتحال کا جائزہ لیا گیا اور آئندہ کے لائحہ عمل پر غور کیا گیا۔ پاکستان میں نئی پالیسی کے تحت عوام کو سہولیات کی فراہمی یقینی بنانے کیلئے حکومت نے اہم فیصلے کیے ہیں اور متعلقہ اداروں کو ہدایات جاری کر دی گئی ہیں کہ وہ فوری طور پر اقدامات کریں تاکہ شہریوں کو کسی قسم کی مشکلات کا سامنا نہ کرنا پڑے جبکہ مختلف شہروں میں اجلاس منعقد ہوئے جن میں صورتحال کا جائزہ لیا گیا اور آئندہ کے لائحہ عمل پر غور کیا گیا۔ پاکستان میں نئی پالیسی کے تحت عوام کو سہولیات کی فراہمی یقینی بنانے کیلئے حکومت نے اہم فیصلے کیے ہیں اور متعلقہ اداروں کو ہدایات جاری کر دی گئی ہیں کہ وہ فوری طور پر اقدامات کریں تاکہ شہریوں کو کسی قسم کی مشکلات کا سامنا نہ کرنا پڑے جبکہ مختلف شہروں میں اجلاس منعقد ہوئے جن میں صورتحال کا جائزہ لیا گیا اور آئندہ کے لائحہ عمل پر غور کیا گیا۔ <box>3 667 95 862</box>
column-classifieds <box>101 18 195 1469</box>
gavel-icon: ✕ <box>105 291 112 301</box>
article-text: پاکستان میں نئی پالیسی کے تحت عوام کو سہولیات کی فراہمی یقینی بنانے کیلئے حکومت نے اہم فیصلے کیے ہیں اور متعلقہ اداروں کو ہدایات جاری کر دی گئی ہیں کہ وہ فوری طور پر اقدامات کریں تاکہ شہریوں کو کسی قسم کی مشکلات کا سامنا نہ کرنا پڑے جبکہ مختلف شہروں میں اجلاس منعقد ہوئے جن میں صورتحال کا جائزہ لیا گیا اور آئندہ کے لائحہ عمل پر غور کیا گیا۔ پاکستان میں نئی پالیسی کے تحت عوام کو سہولیات کی فراہمی یقینی بنانے کیلئے حکومت نے اہم فیصلے کیے ہیں اور متعلقہ اداروں کو ہدایات جاری کر دی گئی ہیں کہ وہ فوری طور پر اقدامات کریں تاکہ شہریوں کو کسی قسم کی مشکلات کا سامنا نہ کرنا پڑے جبکہ مختلف شہروں میں اجلاس منعقد ہوئے جن میں صورتحال کا جائزہ لیا گیا اور آئندہ کے لائحہ عمل پر غور کیا گیا۔ <box>702 613 795 740</box>
story-header <box>499 431 594 442</box>
story-number: چیستان 22 <box>549 22 593 32</box>
notice-title: گمشدگی <box>165 293 191 300</box>
story-number: چیستان 2 <box>755 166 794 176</box>
article-text: پاکستان میں نئی پالیسی کے تحت عوام کو سہولیات کی فراہمی یقینی بنانے کیلئے حکومت نے اہم فیصلے کیے ہیں اور متعلقہ اداروں کو ہدایات جاری کر دی گئی ہیں کہ وہ فوری طور پر اقدامات کریں تاکہ شہریوں کو کسی قسم کی مشکلات کا سامنا نہ کرنا پڑے جبکہ مختلف شہروں میں اجلاس منعقد ہوئے جن میں صورتحال کا جائزہ لیا گیا اور آئندہ کے لائحہ عمل پر غور کیا گیا۔ پاکستان میں نئی پالیسی کے تحت عوام کو سہولیات کی فراہمی یقینی بنانے کیلئے حکومت نے اہم فیصلے کیے ہیں اور متعلقہ اداروں کو ہدایات جاری کر دی گئی ہیں کہ وہ فوری طور پر اقدامات کریں تاکہ شہریوں کو کسی قسم کی مشکلات کا سامنا نہ کرنا پڑے جبکہ مختلف شہروں میں اجلاس منعقد ہوئے جن میں صورتحال کا جائزہ لیا گیا اور آئندہ کے لائحہ عمل پر غور کیا گیا۔ پاکستان میں نئی پالیسی کے تحت عوام کو سہولیات کی فراہمی یقینی بنانے کیلئے حکومت نے اہم فیصلے کیے ہیں اور متعلقہ اداروں کو ہدایات جاری کر دی گئی ہیں کہ وہ فوری طور پر اقدامات کریں تاکہ شہریوں کو کسی قسم کی مشکلات کا سامنا نہ کرنا پڑے جبکہ مختلف شہروں میں اجلاس منعقد ہوئے جن میں صورتحال کا جائزہ لیا گیا اور آئندہ کے لائحہ عمل پر غور کیا گیا۔ <box>399 1060 492 1248</box>
story-title: جامعات بند <box>702 166 755 176</box>
column-5 <box>299 18 392 1469</box>
story-title: ٹارگٹ کلنگ <box>601 889 651 899</box>
story-title: گرفتاریاں <box>400 842 448 852</box>
story-number: چیستان 5 <box>755 600 794 609</box>
story-number: چیستان 28 <box>549 1252 593 1262</box>
story-number: چیستان 27 <box>549 1047 593 1057</box>
article-text: پاکستان میں نئی پالیسی کے تحت عوام کو سہولیات کی فراہمی یقینی بنانے کیلئے حکومت نے اہم فیصلے کیے ہیں اور متعلقہ اداروں کو ہدایات جاری کر دی گئی ہیں کہ وہ فوری طور پر اقدامات کریں تاکہ شہریوں کو کسی قسم کی مشکلات کا سامنا نہ کرنا پڑے جبکہ مختلف شہروں میں اجلاس منعقد ہوئے جن میں صورتحال کا جائزہ لیا گیا اور آئندہ کے لائحہ عمل پر غور کیا گیا۔ پاکستان میں نئی پالیسی کے تحت عوام کو سہولیات کی فراہمی یقینی بنانے کیلئے حکومت نے اہم فیصلے کیے ہیں اور متعلقہ اداروں کو ہدایات جاری کر دی گئی ہیں کہ وہ فوری طور پر اقدامات کریں تاکہ شہریوں کو کسی قسم کی مشکلات کا سامنا نہ کرنا پڑے جبکہ مختلف شہروں میں اجلاس منعقد ہوئے جن میں صورتحال کا جائزہ لیا گیا اور آئندہ کے لائحہ عمل پر غور کیا گیا۔ پاکستان میں نئی پالیسی کے تحت عوام کو سہولیات کی فراہمی یقینی بنانے کیلئے حکومت نے اہم فیصلے کیے ہیں اور متعلقہ اداروں کو ہدایات جاری کر دی گئی ہیں کہ وہ فوری طور پر اقدامات کریں تاکہ شہریوں کو کسی قسم کی مشکلات کا سامنا نہ کرنا پڑے جبکہ مختلف شہروں میں اجلاس منعقد ہوئے جن میں صورتحال کا جائزہ لیا گیا اور آئندہ کے لائحہ عمل پر غور کیا گیا۔ پاکستان میں نئی پالیسی کے تحت عوام کو سہولیات کی فراہمی یقینی بنانے کیلئے حکومت نے اہم فیصلے کیے ہیں اور متعلقہ اداروں کو ہدایات جاری کر دی گئی ہیں کہ وہ فوری طور پر اقدامات کریں تاکہ شہریوں کو کسی قسم کی مشکلات کا سامنا نہ کرنا پڑے جبکہ مختلف شہروں میں اجلاس منعقد ہوئے جن میں صورتحال کا جائزہ لیا گیا اور آئندہ کے لائحہ عمل پر غور کیا گیا۔ پاکستان میں نئی پالیسی کے تحت عوام کو سہولیات کی فراہمی یقینی بنانے کیلئے حکومت نے اہم فیصلے کیے ہیں اور متعلقہ اداروں کو ہدایات جاری کر دی گئی ہیں کہ وہ فوری طور پر اقدامات کریں تاکہ شہریوں کو کسی قسم کی مشکلات کا سامنا نہ کرنا پڑے جبکہ مختلف شہروں میں اجلاس منعقد ہوئے جن میں صورتحال کا جائزہ لیا گیا اور آئندہ کے لائحہ عمل پر غور کیا گیا۔ پاکستان میں نئی پالیسی کے تحت عوام کو سہولیات کی فراہمی یقینی بنانے کیلئے حکومت نے اہم فیصلے کیے ہیں اور متعلقہ اداروں کو ہدایات جاری کر دی گئی ہیں کہ وہ فوری طور پر اقدامات کریں تاکہ شہریوں کو کسی قسم کی مشکلات کا سامنا نہ کرنا پڑے جبکہ مختلف شہروں میں اجلاس منعقد ہوئے جن میں صورتحال کا جائزہ لیا گیا اور آئندہ کے لائحہ عمل پر غور کیا گیا۔ <box>499 1661 594 2031</box>
story-number: چیستان 36 <box>348 22 392 32</box>
story-header <box>702 743 795 755</box>
story-header <box>499 21 594 32</box>
stf-tag: STF <box>3 296 13 302</box>
article-text: پاکستان میں نئی پالیسی کے تحت عوام کو سہولیات کی فراہمی یقینی بنانے کیلئے حکومت نے اہم فیصلے کیے ہیں اور متعلقہ اداروں کو ہدایات جاری کر دی گئی ہیں کہ وہ فوری طور پر اقدامات کریں تاکہ شہریوں کو کسی قسم کی مشکلات کا سامنا نہ کرنا پڑے جبکہ مختلف شہروں میں اجلاس منعقد ہوئے جن میں صورتحال کا جائزہ لیا گیا اور آئندہ کے لائحہ عمل پر غور کیا گیا۔ پاکستان میں نئی پالیسی کے تحت عوام کو سہولیات کی فراہمی یقینی بنانے کیلئے حکومت نے اہم فیصلے کیے ہیں اور متعلقہ اداروں کو ہدایات جاری کر دی گئی ہیں کہ وہ فوری طور پر اقدامات کریں تاکہ شہریوں کو کسی قسم کی مشکلات کا سامنا نہ کرنا پڑے جبکہ مختلف شہروں میں اجلاس منعقد ہوئے جن میں صورتحال کا جائزہ لیا گیا اور آئندہ کے لائحہ عمل پر غور کیا گیا۔ <box>702 179 795 307</box>
story-number: چیستان 1 <box>755 22 794 32</box>
article-text: پاکستان میں نئی پالیسی کے تحت عوام کو سہولیات کی فراہمی یقینی بنانے کیلئے حکومت نے اہم فیصلے کیے ہیں اور متعلقہ اداروں کو ہدایات جاری کر دی گئی ہیں کہ وہ فوری طور پر اقدامات کریں تاکہ شہریوں کو کسی قسم کی مشکلات کا سامنا نہ کرنا پڑے جبکہ مختلف شہروں میں اجلاس منعقد ہوئے جن میں صورتحال کا جائزہ لیا گیا اور آئندہ کے لائحہ عمل پر غور کیا گیا۔ پاکستان میں نئی پالیسی کے تحت عوام کو سہولیات کی فراہمی یقینی بنانے کیلئے حکومت نے اہم فیصلے کیے ہیں اور متعلقہ اداروں کو ہدایات جاری کر دی گئی ہیں کہ وہ فوری طور پر اقدامات کریں تاکہ شہریوں کو کسی قسم کی مشکلات کا سامنا نہ کرنا پڑے جبکہ مختلف شہروں میں اجلاس منعقد ہوئے جن میں صورتحال کا جائزہ لیا گیا اور آئندہ کے لائحہ عمل پر غور کیا گیا۔ پاکستان میں نئی پالیسی کے تحت عوام کو سہولیات کی فراہمی یقینی بنانے کیلئے حکومت نے اہم فیصلے کیے ہیں اور متعلقہ اداروں کو ہدایات جاری کر دی گئی ہیں کہ وہ فوری طور پر اقدامات کریں تاکہ شہریوں کو کسی قسم کی مشکلات کا سامنا نہ کرنا پڑے جبکہ مختلف شہروں میں اجلاس منعقد ہوئے جن میں صورتحال کا جائزہ لیا گیا اور آئندہ کے لائحہ عمل پر غور کیا گیا۔ <box>499 1060 594 1248</box>
article-text: پاکستان میں نئی پالیسی کے تحت عوام کو سہولیات کی فراہمی یقینی بنانے کیلئے حکومت نے اہم فیصلے کیے ہیں اور متعلقہ اداروں کو ہدایات جاری کر دی گئی ہیں کہ وہ فوری طور پر اقدامات کریں تاکہ شہریوں کو کسی قسم کی مشکلات کا سامنا نہ کرنا پڑے جبکہ مختلف شہروں میں اجلاس منعقد ہوئے جن میں صورتحال کا جائزہ لیا گیا اور آئندہ کے لائحہ عمل پر غور کیا گیا۔ پاکستان میں نئی پالیسی کے تحت عوام کو سہولیات کی فراہمی یقینی بنانے کیلئے حکومت نے اہم فیصلے کیے ہیں اور متعلقہ اداروں کو ہدایات جاری کر دی گئی ہیں کہ وہ فوری طور پر اقدامات کریں تاکہ شہریوں کو کسی قسم کی مشکلات کا سامنا نہ کرنا پڑے جبکہ مختلف شہروں میں اجلاس منعقد ہوئے جن میں صورتحال کا جائزہ لیا گیا اور آئندہ کے لائحہ عمل پر غور کیا گیا۔ <box>702 1046 795 1174</box>
story-header <box>702 21 795 32</box>
story-title: زراعت <box>300 22 348 32</box>
story-header <box>600 165 695 177</box>
story-number: چیستان 15 <box>651 455 694 465</box>
column-divider <box>396 18 397 1469</box>
article-text: پاکستان میں نئی پالیسی کے تحت عوام کو سہولیات کی فراہمی یقینی بنانے کیلئے حکومت نے اہم فیصلے کیے ہیں اور متعلقہ اداروں کو ہدایات جاری کر دی گئی ہیں کہ وہ فوری طور پر اقدامات کریں تاکہ شہریوں کو کسی قسم کی مشکلات کا سامنا نہ کرنا پڑے جبکہ مختلف شہروں میں اجلاس منعقد ہوئے جن میں صورتحال کا جائزہ لیا گیا اور آئندہ کے لائحہ عمل پر غور کیا گیا۔ پاکستان میں نئی پالیسی کے تحت عوام کو سہولیات کی فراہمی یقینی بنانے کیلئے حکومت نے اہم فیصلے کیے ہیں اور متعلقہ اداروں کو ہدایات جاری کر دی گئی ہیں کہ وہ فوری طور پر اقدامات کریں تاکہ شہریوں کو کسی قسم کی مشکلات کا سامنا نہ کرنا پڑے جبکہ مختلف شہروں میں اجلاس منعقد ہوئے جن میں صورتحال کا جائزہ لیا گیا اور آئندہ کے لائحہ عمل پر غور کیا گیا۔ <box>600 613 695 740</box>
story-title: پیٹرول بحران <box>400 22 448 32</box>
story-title: سونے کی قیمت <box>601 166 651 176</box>
article-text: پاکستان میں نئی پالیسی کے تحت عوام کو سہولیات کی فراہمی یقینی بنانے کیلئے حکومت نے اہم فیصلے کیے ہیں اور متعلقہ اداروں کو ہدایات جاری کر دی گئی ہیں کہ وہ فوری طور پر اقدامات کریں تاکہ شہریوں کو کسی قسم کی مشکلات کا سامنا نہ کرنا پڑے جبکہ مختلف شہروں میں اجلاس منعقد ہوئے جن میں صورتحال کا جائزہ لیا گیا اور آئندہ کے لائحہ عمل پر غور کیا گیا۔ پاکستان میں نئی پالیسی کے تحت عوام کو سہولیات کی فراہمی یقینی بنانے کیلئے حکومت نے اہم فیصلے کیے ہیں اور متعلقہ اداروں کو ہدایات جاری کر دی گئی ہیں کہ وہ فوری طور پر اقدامات کریں تاکہ شہریوں کو کسی قسم کی مشکلات کا سامنا نہ کرنا پڑے جبکہ مختلف شہروں میں اجلاس منعقد ہوئے جن میں صورتحال کا جائزہ لیا گیا اور آئندہ کے لائحہ عمل پر غور کیا گیا۔ <box>101 306 195 434</box>
story-header <box>299 21 392 32</box>
story-header <box>299 353 392 365</box>
story-number: چیستان 14 <box>651 311 694 321</box>
story-header <box>499 1456 594 1468</box>
story-number: چیستان 7 <box>755 889 794 899</box>
article-text: پاکستان میں نئی پالیسی کے تحت عوام کو سہولیات کی فراہمی یقینی بنانے کیلئے حکومت نے اہم فیصلے کیے ہیں اور متعلقہ اداروں کو ہدایات جاری کر دی گئی ہیں کہ وہ فوری طور پر اقدامات کریں تاکہ شہریوں کو کسی قسم کی مشکلات کا سامنا نہ کرنا پڑے جبکہ مختلف شہروں میں اجلاس منعقد ہوئے جن میں صورتحال کا جائزہ لیا گیا اور آئندہ کے لائحہ عمل پر غور کیا گیا۔ پاکستان میں نئی پالیسی کے تحت عوام کو سہولیات کی فراہمی یقینی بنانے کیلئے حکومت نے اہم فیصلے کیے ہیں اور متعلقہ اداروں کو ہدایات جاری کر دی گئی ہیں کہ وہ فوری طور پر اقدامات کریں تاکہ شہریوں کو کسی قسم کی مشکلات کا سامنا نہ کرنا پڑے جبکہ مختلف شہروں میں اجلاس منعقد ہوئے جن میں صورتحال کا جائزہ لیا گیا اور آئندہ کے لائحہ عمل پر غور کیا گیا۔ پاکستان میں نئی پالیسی کے تحت عوام کو سہولیات کی فراہمی یقینی بنانے کیلئے حکومت نے اہم فیصلے کیے ہیں اور متعلقہ اداروں کو ہدایات جاری کر دی گئی ہیں کہ وہ فوری طور پر اقدامات کریں تاکہ شہریوں کو کسی قسم کی مشکلات کا سامنا نہ کرنا پڑے جبکہ مختلف شہروں میں اجلاس منعقد ہوئے جن میں صورتحال کا جائزہ لیا گیا اور آئندہ کے لائحہ عمل پر غور کیا گیا۔ <box>101 98 195 286</box>
story-header <box>702 1032 795 1044</box>
story-number: چیستان 21 <box>651 1322 694 1332</box>
ad-rate: فی سطر -/100 روپے 3 سطر <box>34 50 165 61</box>
story-title: پاک بحریہ <box>702 1467 751 1477</box>
story-title: گیس چوری <box>500 22 549 32</box>
article-text: پاکستان میں نئی پالیسی کے تحت عوام کو سہولیات کی فراہمی یقینی بنانے کیلئے حکومت نے اہم فیصلے کیے ہیں اور متعلقہ اداروں کو ہدایات جاری کر دی گئی ہیں کہ وہ فوری طور پر اقدامات کریں تاکہ شہریوں کو کسی قسم کی مشکلات کا سامنا نہ کرنا پڑے جبکہ مختلف شہروں میں اجلاس منعقد ہوئے جن میں صورتحال کا جائزہ لیا گیا اور آئندہ کے لائحہ عمل پر غور کیا گیا۔ پاکستان میں نئی پالیسی کے تحت عوام کو سہولیات کی فراہمی یقینی بنانے کیلئے حکومت نے اہم فیصلے کیے ہیں اور متعلقہ اداروں کو ہدایات جاری کر دی گئی ہیں کہ وہ فوری طور پر اقدامات کریں تاکہ شہریوں کو کسی قسم کی مشکلات کا سامنا نہ کرنا پڑے جبکہ مختلف شہروں میں اجلاس منعقد ہوئے جن میں صورتحال کا جائزہ لیا گیا اور آئندہ کے لائحہ عمل پر غور کیا گیا۔ پاکستان میں نئی پالیسی کے تحت عوام کو سہولیات کی فراہمی یقینی بنانے کیلئے حکومت نے اہم فیصلے کیے ہیں اور متعلقہ اداروں کو ہدایات جاری کر دی گئی ہیں کہ وہ فوری طور پر اقدامات کریں تاکہ شہریوں کو کسی قسم کی مشکلات کا سامنا نہ کرنا پڑے جبکہ مختلف شہروں میں اجلاس منعقد ہوئے جن میں صورتحال کا جائزہ لیا گیا اور آئندہ کے لائحہ عمل پر غور کیا گیا۔ <box>499 1265 594 1453</box>
story-title: فضائی حملہ <box>500 432 549 442</box>
article-text: پاکستان میں نئی پالیسی کے تحت عوام کو سہولیات کی فراہمی یقینی بنانے کیلئے حکومت نے اہم فیصلے کیے ہیں اور متعلقہ اداروں کو ہدایات جاری کر دی گئی ہیں کہ وہ فوری طور پر اقدامات کریں تاکہ شہریوں کو کسی قسم کی مشکلات کا سامنا نہ کرنا پڑے جبکہ مختلف شہروں میں اجلاس منعقد ہوئے جن میں صورتحال کا جائزہ لیا گیا اور آئندہ کے لائحہ عمل پر غور کیا گیا۔ پاکستان میں نئی پالیسی کے تحت عوام کو سہولیات کی فراہمی یقینی بنانے کیلئے حکومت نے اہم فیصلے کیے ہیں اور متعلقہ اداروں کو ہدایات جاری کر دی گئی ہیں کہ وہ فوری طور پر اقدامات کریں تاکہ شہریوں کو کسی قسم کی مشکلات کا سامنا نہ کرنا پڑے جبکہ مختلف شہروں میں اجلاس منعقد ہوئے جن میں صورتحال کا جائزہ لیا گیا اور آئندہ کے لائحہ عمل پر غور کیا گیا۔ پاکستان میں نئی پالیسی کے تحت عوام کو سہولیات کی فراہمی یقینی بنانے کیلئے حکومت نے اہم فیصلے کیے ہیں اور متعلقہ اداروں کو ہدایات جاری کر دی گئی ہیں کہ وہ فوری طور پر اقدامات کریں تاکہ شہریوں کو کسی قسم کی مشکلات کا سامنا نہ کرنا پڑے جبکہ مختلف شہروں میں اجلاس منعقد ہوئے جن میں صورتحال کا جائزہ لیا گیا اور آئندہ کے لائحہ عمل پر غور کیا گیا۔ <box>499 445 594 633</box>
story-number: چیستان 19 <box>651 1033 694 1043</box>
article-text: پاکستان میں نئی پالیسی کے تحت عوام کو سہولیات کی فراہمی یقینی بنانے کیلئے حکومت نے اہم فیصلے کیے ہیں اور متعلقہ اداروں کو ہدایات جاری کر دی گئی ہیں کہ وہ فوری طور پر اقدامات کریں تاکہ شہریوں کو کسی قسم کی مشکلات کا سامنا نہ کرنا پڑے جبکہ مختلف شہروں میں اجلاس منعقد ہوئے جن میں صورتحال کا جائزہ لیا گیا اور آئندہ کے لائحہ عمل پر غور کیا گیا۔ پاکستان میں نئی پالیسی کے تحت عوام کو سہولیات کی فراہمی یقینی بنانے کیلئے حکومت نے اہم فیصلے کیے ہیں اور متعلقہ اداروں کو ہدایات جاری کر دی گئی ہیں کہ وہ فوری طور پر اقدامات کریں تاکہ شہریوں کو کسی قسم کی مشکلات کا سامنا نہ کرنا پڑے جبکہ مختلف شہروں میں اجلاس منعقد ہوئے جن میں صورتحال کا جائزہ لیا گیا اور آئندہ کے لائحہ عمل پر غور کیا گیا۔ <box>3 303 95 432</box>
story-title: مظاہرہ <box>601 311 651 321</box>
story-number: چیستان 32 <box>448 432 491 442</box>
story-title: احتجاج <box>601 1177 651 1187</box>
story-number: چیستان 17 <box>651 744 694 754</box>
story-number: چیستان 12 <box>651 22 694 32</box>
story-header <box>702 599 795 610</box>
story-title: انتخابات <box>702 455 755 465</box>
story-title: سکیورٹی <box>500 1252 549 1262</box>
story-title: سعودی <box>601 600 651 609</box>
article-columns <box>3 18 795 2575</box>
story-title: خبریں <box>702 600 755 609</box>
article-text: پاکستان میں نئی پالیسی کے تحت عوام کو سہولیات کی فراہمی یقینی بنانے کیلئے حکومت نے اہم فیصلے کیے ہیں اور متعلقہ اداروں کو ہدایات جاری کر دی گئی ہیں کہ وہ فوری طور پر اقدامات کریں تاکہ شہریوں کو کسی قسم کی مشکلات کا سامنا نہ کرنا پڑے جبکہ مختلف شہروں میں اجلاس منعقد ہوئے جن میں صورتحال کا جائزہ لیا گیا اور آئندہ کے لائحہ عمل پر غور کیا گیا۔ پاکستان میں نئی پالیسی کے تحت عوام کو سہولیات کی فراہمی یقینی بنانے کیلئے حکومت نے اہم فیصلے کیے ہیں اور متعلقہ اداروں کو ہدایات جاری کر دی گئی ہیں کہ وہ فوری طور پر اقدامات کریں تاکہ شہریوں کو کسی قسم کی مشکلات کا سامنا نہ کرنا پڑے جبکہ مختلف شہروں میں اجلاس منعقد ہوئے جن میں صورتحال کا جائزہ لیا گیا اور آئندہ کے لائحہ عمل پر غور کیا گیا۔ <box>600 1046 695 1174</box>
stf-tag: STF <box>101 845 111 851</box>
article-text: پاکستان میں نئی پالیسی کے تحت عوام کو سہولیات کی فراہمی یقینی بنانے کیلئے حکومت نے اہم فیصلے کیے ہیں اور متعلقہ اداروں کو ہدایات جاری کر دی گئی ہیں کہ وہ فوری طور پر اقدامات کریں تاکہ شہریوں کو کسی قسم کی مشکلات کا سامنا نہ کرنا پڑے جبکہ مختلف شہروں میں اجلاس منعقد ہوئے جن میں صورتحال کا جائزہ لیا گیا اور آئندہ کے لائحہ عمل پر غور کیا گیا۔ پاکستان میں نئی پالیسی کے تحت عوام کو سہولیات کی فراہمی یقینی بنانے کیلئے حکومت نے اہم فیصلے کیے ہیں اور متعلقہ اداروں کو ہدایات جاری کر دی گئی ہیں کہ وہ فوری طور پر اقدامات کریں تاکہ شہریوں کو کسی قسم کی مشکلات کا سامنا نہ کرنا پڑے جبکہ مختلف شہروں میں اجلاس منعقد ہوئے جن میں صورتحال کا جائزہ لیا گیا اور آئندہ کے لائحہ عمل پر غور کیا گیا۔ <box>600 1191 695 1318</box>
notice-header <box>101 289 195 304</box>
article-text: پاکستان میں نئی پالیسی کے تحت عوام کو سہولیات کی فراہمی یقینی بنانے کیلئے حکومت نے اہم فیصلے کیے ہیں اور متعلقہ اداروں کو ہدایات جاری کر دی گئی ہیں کہ وہ فوری طور پر اقدامات کریں تاکہ شہریوں کو کسی قسم کی مشکلات کا سامنا نہ کرنا پڑے جبکہ مختلف شہروں میں اجلاس منعقد ہوئے جن میں صورتحال کا جائزہ لیا گیا اور آئندہ کے لائحہ عمل پر غور کیا گیا۔ پاکستان میں نئی پالیسی کے تحت عوام کو سہولیات کی فراہمی یقینی بنانے کیلئے حکومت نے اہم فیصلے کیے ہیں اور متعلقہ اداروں کو ہدایات جاری کر دی گئی ہیں کہ وہ فوری طور پر اقدامات کریں تاکہ شہریوں کو کسی قسم کی مشکلات کا سامنا نہ کرنا پڑے جبکہ مختلف شہروں میں اجلاس منعقد ہوئے جن میں صورتحال کا جائزہ لیا گیا اور آئندہ کے لائحہ عمل پر غور کیا گیا۔ <box>600 468 695 596</box>
story-title: ایرانی حکام <box>500 637 549 647</box>
story-header <box>499 226 594 238</box>
story-number: چیستان 8 <box>755 1033 794 1043</box>
column-6 <box>201 18 293 2575</box>
article-text: پاکستان میں نئی پالیسی کے تحت عوام کو سہولیات کی فراہمی یقینی بنانے کیلئے حکومت نے اہم فیصلے کیے ہیں اور متعلقہ اداروں کو ہدایات جاری کر دی گئی ہیں کہ وہ فوری طور پر اقدامات کریں تاکہ شہریوں کو کسی قسم کی مشکلات کا سامنا نہ کرنا پڑے جبکہ مختلف شہروں میں اجلاس منعقد ہوئے جن میں صورتحال کا جائزہ لیا گیا اور آئندہ کے لائحہ عمل پر غور کیا گیا۔ پاکستان میں نئی پالیسی کے تحت عوام کو سہولیات کی فراہمی یقینی بنانے کیلئے حکومت نے اہم فیصلے کیے ہیں اور متعلقہ اداروں کو ہدایات جاری کر دی گئی ہیں کہ وہ فوری طور پر اقدامات کریں تاکہ شہریوں کو کسی قسم کی مشکلات کا سامنا نہ کرنا پڑے جبکہ مختلف شہروں میں اجلاس منعقد ہوئے جن میں صورتحال کا جائزہ لیا گیا اور آئندہ کے لائحہ عمل پر غور کیا گیا۔ <box>702 323 795 452</box>
story-header <box>600 743 695 755</box>
notice-title: کورٹ نوٹس <box>156 441 191 448</box>
story-header <box>702 1321 795 1333</box>
article-text: پاکستان میں نئی پالیسی کے تحت عوام کو سہولیات کی فراہمی یقینی بنانے کیلئے حکومت نے اہم فیصلے کیے ہیں اور متعلقہ اداروں کو ہدایات جاری کر دی گئی ہیں کہ وہ فوری طور پر اقدامات کریں تاکہ شہریوں کو کسی قسم کی مشکلات کا سامنا نہ کرنا پڑے جبکہ مختلف شہروں میں اجلاس منعقد ہوئے جن میں صورتحال کا جائزہ لیا گیا اور آئندہ کے لائحہ عمل پر غور کیا گیا۔ پاکستان میں نئی پالیسی کے تحت عوام کو سہولیات کی فراہمی یقینی بنانے کیلئے حکومت نے اہم فیصلے کیے ہیں اور متعلقہ اداروں کو ہدایات جاری کر دی گئی ہیں کہ وہ فوری طور پر اقدامات کریں تاکہ شہریوں کو کسی قسم کی مشکلات کا سامنا نہ کرنا پڑے جبکہ مختلف شہروں میں اجلاس منعقد ہوئے جن میں صورتحال کا جائزہ لیا گیا اور آئندہ کے لائحہ عمل پر غور کیا گیا۔ پاکستان میں نئی پالیسی کے تحت عوام کو سہولیات کی فراہمی یقینی بنانے کیلئے حکومت نے اہم فیصلے کیے ہیں اور متعلقہ اداروں کو ہدایات جاری کر دی گئی ہیں کہ وہ فوری طور پر اقدامات کریں تاکہ شہریوں کو کسی قسم کی مشکلات کا سامنا نہ کرنا پڑے جبکہ مختلف شہروں میں اجلاس منعقد ہوئے جن میں صورتحال کا جائزہ لیا گیا اور آئندہ کے لائحہ عمل پر غور کیا گیا۔ <box>101 454 195 642</box>
article-text: پاکستان میں نئی پالیسی کے تحت عوام کو سہولیات کی فراہمی یقینی بنانے کیلئے حکومت نے اہم فیصلے کیے ہیں اور متعلقہ اداروں کو ہدایات جاری کر دی گئی ہیں کہ وہ فوری طور پر اقدامات کریں تاکہ شہریوں کو کسی قسم کی مشکلات کا سامنا نہ کرنا پڑے جبکہ مختلف شہروں میں اجلاس منعقد ہوئے جن میں صورتحال کا جائزہ لیا گیا اور آئندہ کے لائحہ عمل پر غور کیا گیا۔ پاکستان میں نئی پالیسی کے تحت عوام کو سہولیات کی فراہمی یقینی بنانے کیلئے حکومت نے اہم فیصلے کیے ہیں اور متعلقہ اداروں کو ہدایات جاری کر دی گئی ہیں کہ وہ فوری طور پر اقدامات کریں تاکہ شہریوں کو کسی قسم کی مشکلات کا سامنا نہ کرنا پڑے جبکہ مختلف شہروں میں اجلاس منعقد ہوئے جن میں صورتحال کا جائزہ لیا گیا اور آئندہ کے لائحہ عمل پر غور کیا گیا۔ <box>600 757 695 885</box>
story-title: ٹرینیں منسوخ <box>601 744 651 754</box>
story-header <box>702 454 795 466</box>
story-header <box>702 888 795 900</box>
article-text: پاکستان میں نئی پالیسی کے تحت عوام کو سہولیات کی فراہمی یقینی بنانے کیلئے حکومت نے اہم فیصلے کیے ہیں اور متعلقہ اداروں کو ہدایات جاری کر دی گئی ہیں کہ وہ فوری طور پر اقدامات کریں تاکہ شہریوں کو کسی قسم کی مشکلات کا سامنا نہ کرنا پڑے جبکہ مختلف شہروں میں اجلاس منعقد ہوئے جن میں صورتحال کا جائزہ لیا گیا اور آئندہ کے لائحہ عمل پر غور کیا گیا۔ پاکستان میں نئی پالیسی کے تحت عوام کو سہولیات کی فراہمی یقینی بنانے کیلئے حکومت نے اہم فیصلے کیے ہیں اور متعلقہ اداروں کو ہدایات جاری کر دی گئی ہیں کہ وہ فوری طور پر اقدامات کریں تاکہ شہریوں کو کسی قسم کی مشکلات کا سامنا نہ کرنا پڑے جبکہ مختلف شہروں میں اجلاس منعقد ہوئے جن میں صورتحال کا جائزہ لیا گیا اور آئندہ کے لائحہ عمل پر غور کیا گیا۔ پاکستان میں نئی پالیسی کے تحت عوام کو سہولیات کی فراہمی یقینی بنانے کیلئے حکومت نے اہم فیصلے کیے ہیں اور متعلقہ اداروں کو ہدایات جاری کر دی گئی ہیں کہ وہ فوری طور پر اقدامات کریں تاکہ شہریوں کو کسی قسم کی مشکلات کا سامنا نہ کرنا پڑے جبکہ مختلف شہروں میں اجلاس منعقد ہوئے جن میں صورتحال کا جائزہ لیا گیا اور آئندہ کے لائحہ عمل پر غور کیا گیا۔ پاکستان میں نئی پالیسی کے تحت عوام کو سہولیات کی فراہمی یقینی بنانے کیلئے حکومت نے اہم فیصلے کیے ہیں اور متعلقہ اداروں کو ہدایات جاری کر دی گئی ہیں کہ وہ فوری طور پر اقدامات کریں تاکہ شہریوں کو کسی قسم کی مشکلات کا سامنا نہ کرنا پڑے جبکہ مختلف شہروں میں اجلاس منعقد ہوئے جن میں صورتحال کا جائزہ لیا گیا اور آئندہ کے لائحہ عمل پر غور کیا گیا۔ پاکستان میں نئی پالیسی کے تحت عوام کو سہولیات کی فراہمی یقینی بنانے کیلئے حکومت نے اہم فیصلے کیے ہیں اور متعلقہ اداروں کو ہدایات جاری کر دی گئی ہیں کہ وہ فوری طور پر اقدامات کریں تاکہ شہریوں کو کسی قسم کی مشکلات کا سامنا نہ کرنا پڑے جبکہ مختلف شہروں میں اجلاس منعقد ہوئے جن میں صورتحال کا جائزہ لیا گیا اور آئندہ کے لائحہ عمل پر غور کیا گیا۔ پاکستان میں نئی پالیسی کے تحت عوام کو سہولیات کی فراہمی یقینی بنانے کیلئے حکومت نے اہم فیصلے کیے ہیں اور متعلقہ اداروں کو ہدایات جاری کر دی گئی ہیں کہ وہ فوری طور پر اقدامات کریں تاکہ شہریوں کو کسی قسم کی مشکلات کا سامنا نہ کرنا پڑے جبکہ مختلف شہروں میں اجلاس منعقد ہوئے جن میں صورتحال کا جائزہ لیا گیا اور آئندہ کے لائحہ عمل پر غور کیا گیا۔ <box>600 1465 695 1835</box>
story-number: چیستان 37 <box>348 354 392 364</box>
story-number: چیستان 34 <box>448 842 491 852</box>
article-text: پاکستان میں نئی پالیسی کے تحت عوام کو سہولیات کی فراہمی یقینی بنانے کیلئے حکومت نے اہم فیصلے کیے ہیں اور متعلقہ اداروں کو ہدایات جاری کر دی گئی ہیں کہ وہ فوری طور پر اقدامات کریں تاکہ شہریوں کو کسی قسم کی مشکلات کا سامنا نہ کرنا پڑے جبکہ مختلف شہروں میں اجلاس منعقد ہوئے جن میں صورتحال کا جائزہ لیا گیا اور آئندہ کے لائحہ عمل پر غور کیا گیا۔ پاکستان میں نئی پالیسی کے تحت عوام کو سہولیات کی فراہمی یقینی بنانے کیلئے حکومت نے اہم فیصلے کیے ہیں اور متعلقہ اداروں کو ہدایات جاری کر دی گئی ہیں کہ وہ فوری طور پر اقدامات کریں تاکہ شہریوں کو کسی قسم کی مشکلات کا سامنا نہ کرنا پڑے جبکہ مختلف شہروں میں اجلاس منعقد ہوئے جن میں صورتحال کا جائزہ لیا گیا اور آئندہ کے لائحہ عمل پر غور کیا گیا۔ پاکستان میں نئی پالیسی کے تحت عوام کو سہولیات کی فراہمی یقینی بنانے کیلئے حکومت نے اہم فیصلے کیے ہیں اور متعلقہ اداروں کو ہدایات جاری کر دی گئی ہیں کہ وہ فوری طور پر اقدامات کریں تاکہ شہریوں کو کسی قسم کی مشکلات کا سامنا نہ کرنا پڑے جبکہ مختلف شہروں میں اجلاس منعقد ہوئے جن میں صورتحال کا جائزہ لیا گیا اور آئندہ کے لائحہ عمل پر غور کیا گیا۔ <box>3 98 95 293</box>
article-text: پاکستان میں نئی پالیسی کے تحت عوام کو سہولیات کی فراہمی یقینی بنانے کیلئے حکومت نے اہم فیصلے کیے ہیں اور متعلقہ اداروں کو ہدایات جاری کر دی گئی ہیں کہ وہ فوری طور پر اقدامات کریں تاکہ شہریوں کو کسی قسم کی مشکلات کا سامنا نہ کرنا پڑے جبکہ مختلف شہروں میں اجلاس منعقد ہوئے جن میں صورتحال کا جائزہ لیا گیا اور آئندہ کے لائحہ عمل پر غور کیا گیا۔ پاکستان میں نئی پالیسی کے تحت عوام کو سہولیات کی فراہمی یقینی بنانے کیلئے حکومت نے اہم فیصلے کیے ہیں اور متعلقہ اداروں کو ہدایات جاری کر دی گئی ہیں کہ وہ فوری طور پر اقدامات کریں تاکہ شہریوں کو کسی قسم کی مشکلات کا سامنا نہ کرنا پڑے جبکہ مختلف شہروں میں اجلاس منعقد ہوئے جن میں صورتحال کا جائزہ لیا گیا اور آئندہ کے لائحہ عمل پر غور کیا گیا۔ <box>600 901 695 1029</box>
story-header <box>600 310 695 322</box>
promo-box-dark: کیم آموں کی طاقت کیلئے خصوصی بجلی کا استعمال میں اضافہ <box>3 875 95 926</box>
column-1 <box>702 18 795 1986</box>
story-header <box>399 841 492 853</box>
story-number: چیستان 20 <box>651 1177 694 1187</box>
article-text: پاکستان میں نئی پالیسی کے تحت عوام کو سہولیات کی فراہمی یقینی بنانے کیلئے حکومت نے اہم فیصلے کیے ہیں اور متعلقہ اداروں کو ہدایات جاری کر دی گئی ہیں کہ وہ فوری طور پر اقدامات کریں تاکہ شہریوں کو کسی قسم کی مشکلات کا سامنا نہ کرنا پڑے جبکہ مختلف شہروں میں اجلاس منعقد ہوئے جن میں صورتحال کا جائزہ لیا گیا اور آئندہ کے لائحہ عمل پر غور کیا گیا۔ پاکستان میں نئی پالیسی کے تحت عوام کو سہولیات کی فراہمی یقینی بنانے کیلئے حکومت نے اہم فیصلے کیے ہیں اور متعلقہ اداروں کو ہدایات جاری کر دی گئی ہیں کہ وہ فوری طور پر اقدامات کریں تاکہ شہریوں کو کسی قسم کی مشکلات کا سامنا نہ کرنا پڑے جبکہ مختلف شہروں میں اجلاس منعقد ہوئے جن میں صورتحال کا جائزہ لیا گیا اور آئندہ کے لائحہ عمل پر غور کیا گیا۔ <box>702 1479 795 1607</box>
story-header <box>499 636 594 648</box>
article-text: پاکستان میں نئی پالیسی کے تحت عوام کو سہولیات کی فراہمی یقینی بنانے کیلئے حکومت نے اہم فیصلے کیے ہیں اور متعلقہ اداروں کو ہدایات جاری کر دی گئی ہیں کہ وہ فوری طور پر اقدامات کریں تاکہ شہریوں کو کسی قسم کی مشکلات کا سامنا نہ کرنا پڑے جبکہ مختلف شہروں میں اجلاس منعقد ہوئے جن میں صورتحال کا جائزہ لیا گیا اور آئندہ کے لائحہ عمل پر غور کیا گیا۔ پاکستان میں نئی پالیسی کے تحت عوام کو سہولیات کی فراہمی یقینی بنانے کیلئے حکومت نے اہم فیصلے کیے ہیں اور متعلقہ اداروں کو ہدایات جاری کر دی گئی ہیں کہ وہ فوری طور پر اقدامات کریں تاکہ شہریوں کو کسی قسم کی مشکلات کا سامنا نہ کرنا پڑے جبکہ مختلف شہروں میں اجلاس منعقد ہوئے جن میں صورتحال کا جائزہ لیا گیا اور آئندہ کے لائحہ عمل پر غور کیا گیا۔ پاکستان میں نئی پالیسی کے تحت عوام کو سہولیات کی فراہمی یقینی بنانے کیلئے حکومت نے اہم فیصلے کیے ہیں اور متعلقہ اداروں کو ہدایات جاری کر دی گئی ہیں کہ وہ فوری طور پر اقدامات کریں تاکہ شہریوں کو کسی قسم کی مشکلات کا سامنا نہ کرنا پڑے جبکہ مختلف شہروں میں اجلاس منعقد ہوئے جن میں صورتحال کا جائزہ لیا گیا اور آئندہ کے لائحہ عمل پر غور کیا گیا۔ <box>399 855 492 1044</box>
ad-title: مختصر اشتہارات <box>30 31 170 51</box>
article-text: پاکستان میں نئی پالیسی کے تحت عوام کو سہولیات کی فراہمی یقینی بنانے کیلئے حکومت نے اہم فیصلے کیے ہیں اور متعلقہ اداروں کو ہدایات جاری کر دی گئی ہیں کہ وہ فوری طور پر اقدامات کریں تاکہ شہریوں کو کسی قسم کی مشکلات کا سامنا نہ کرنا پڑے جبکہ مختلف شہروں میں اجلاس منعقد ہوئے جن میں صورتحال کا جائزہ لیا گیا اور آئندہ کے لائحہ عمل پر غور کیا گیا۔ پاکستان میں نئی پالیسی کے تحت عوام کو سہولیات کی فراہمی یقینی بنانے کیلئے حکومت نے اہم فیصلے کیے ہیں اور متعلقہ اداروں کو ہدایات جاری کر دی گئی ہیں کہ وہ فوری طور پر اقدامات کریں تاکہ شہریوں کو کسی قسم کی مشکلات کا سامنا نہ کرنا پڑے جبکہ مختلف شہروں میں اجلاس منعقد ہوئے جن میں صورتحال کا جائزہ لیا گیا اور آئندہ کے لائحہ عمل پر غور کیا گیا۔ <box>702 1191 795 1318</box>
column-divider <box>296 18 297 1469</box>
story-title: ملک بھر <box>400 1047 448 1057</box>
story-header <box>499 841 594 853</box>
story-title: جنگ اور پاکستان <box>702 311 755 321</box>
story-number: چیستان 31 <box>448 227 491 237</box>
story-header <box>399 226 492 238</box>
article-text: پاکستان میں نئی پالیسی کے تحت عوام کو سہولیات کی فراہمی یقینی بنانے کیلئے حکومت نے اہم فیصلے کیے ہیں اور متعلقہ اداروں کو ہدایات جاری کر دی گئی ہیں کہ وہ فوری طور پر اقدامات کریں تاکہ شہریوں کو کسی قسم کی مشکلات کا سامنا نہ کرنا پڑے جبکہ مختلف شہروں میں اجلاس منعقد ہوئے جن میں صورتحال کا جائزہ لیا گیا اور آئندہ کے لائحہ عمل پر غور کیا گیا۔ پاکستان میں نئی پالیسی کے تحت عوام کو سہولیات کی فراہمی یقینی بنانے کیلئے حکومت نے اہم فیصلے کیے ہیں اور متعلقہ اداروں کو ہدایات جاری کر دی گئی ہیں کہ وہ فوری طور پر اقدامات کریں تاکہ شہریوں کو کسی قسم کی مشکلات کا سامنا نہ کرنا پڑے جبکہ مختلف شہروں میں اجلاس منعقد ہوئے جن میں صورتحال کا جائزہ لیا گیا اور آئندہ کے لائحہ عمل پر غور کیا گیا۔ پاکستان میں نئی پالیسی کے تحت عوام کو سہولیات کی فراہمی یقینی بنانے کیلئے حکومت نے اہم فیصلے کیے ہیں اور متعلقہ اداروں کو ہدایات جاری کر دی گئی ہیں کہ وہ فوری طور پر اقدامات کریں تاکہ شہریوں کو کسی قسم کی مشکلات کا سامنا نہ کرنا پڑے جبکہ مختلف شہروں میں اجلاس منعقد ہوئے جن میں صورتحال کا جائزہ لیا گیا اور آئندہ کے لائحہ عمل پر غور کیا گیا۔ <box>499 855 594 1044</box>
story-header <box>399 1046 492 1058</box>
article-text: پاکستان میں نئی پالیسی کے تحت عوام کو سہولیات کی فراہمی یقینی بنانے کیلئے حکومت نے اہم فیصلے کیے ہیں اور متعلقہ اداروں کو ہدایات جاری کر دی گئی ہیں کہ وہ فوری طور پر اقدامات کریں تاکہ شہریوں کو کسی قسم کی مشکلات کا سامنا نہ کرنا پڑے جبکہ مختلف شہروں میں اجلاس منعقد ہوئے جن میں صورتحال کا جائزہ لیا گیا اور آئندہ کے لائحہ عمل پر غور کیا گیا۔ پاکستان میں نئی پالیسی کے تحت عوام کو سہولیات کی فراہمی یقینی بنانے کیلئے حکومت نے اہم فیصلے کیے ہیں اور متعلقہ اداروں کو ہدایات جاری کر دی گئی ہیں کہ وہ فوری طور پر اقدامات کریں تاکہ شہریوں کو کسی قسم کی مشکلات کا سامنا نہ کرنا پڑے جبکہ مختلف شہروں میں اجلاس منعقد ہوئے جن میں صورتحال کا جائزہ لیا گیا اور آئندہ کے لائحہ عمل پر غور کیا گیا۔ پاکستان میں نئی پالیسی کے تحت عوام کو سہولیات کی فراہمی یقینی بنانے کیلئے حکومت نے اہم فیصلے کیے ہیں اور متعلقہ اداروں کو ہدایات جاری کر دی گئی ہیں کہ وہ فوری طور پر اقدامات کریں تاکہ شہریوں کو کسی قسم کی مشکلات کا سامنا نہ کرنا پڑے جبکہ مختلف شہروں میں اجلاس منعقد ہوئے جن میں صورتحال کا جائزہ لیا گیا اور آئندہ کے لائحہ عمل پر غور کیا گیا۔ <box>399 445 492 633</box>
article-text: پاکستان میں نئی پالیسی کے تحت عوام کو سہولیات کی فراہمی یقینی بنانے کیلئے حکومت نے اہم فیصلے کیے ہیں اور متعلقہ اداروں کو ہدایات جاری کر دی گئی ہیں کہ وہ فوری طور پر اقدامات کریں تاکہ شہریوں کو کسی قسم کی مشکلات کا سامنا نہ کرنا پڑے جبکہ مختلف شہروں میں اجلاس منعقد ہوئے جن میں صورتحال کا جائزہ لیا گیا اور آئندہ کے لائحہ عمل پر غور کیا گیا۔ پاکستان میں نئی پالیسی کے تحت عوام کو سہولیات کی فراہمی یقینی بنانے کیلئے حکومت نے اہم فیصلے کیے ہیں اور متعلقہ اداروں کو ہدایات جاری کر دی گئی ہیں کہ وہ فوری طور پر اقدامات کریں تاکہ شہریوں کو کسی قسم کی مشکلات کا سامنا نہ کرنا پڑے جبکہ مختلف شہروں میں اجلاس منعقد ہوئے جن میں صورتحال کا جائزہ لیا گیا اور آئندہ کے لائحہ عمل پر غور کیا گیا۔ پاکستان میں نئی پالیسی کے تحت عوام کو سہولیات کی فراہمی یقینی بنانے کیلئے حکومت نے اہم فیصلے کیے ہیں اور متعلقہ اداروں کو ہدایات جاری کر دی گئی ہیں کہ وہ فوری طور پر اقدامات کریں تاکہ شہریوں کو کسی قسم کی مشکلات کا سامنا نہ کرنا پڑے جبکہ مختلف شہروں میں اجلاس منعقد ہوئے جن میں صورتحال کا جائزہ لیا گیا اور آئندہ کے لائحہ عمل پر غور کیا گیا۔ پاکستان میں نئی پالیسی کے تحت عوام کو سہولیات کی فراہمی یقینی بنانے کیلئے حکومت نے اہم فیصلے کیے ہیں اور متعلقہ اداروں کو ہدایات جاری کر دی گئی ہیں کہ وہ فوری طور پر اقدامات کریں تاکہ شہریوں کو کسی قسم کی مشکلات کا سامنا نہ کرنا پڑے جبکہ مختلف شہروں میں اجلاس منعقد ہوئے جن میں صورتحال کا جائزہ لیا گیا اور آئندہ کے لائحہ عمل پر غور کیا گیا۔ پاکستان میں نئی پالیسی کے تحت عوام کو سہولیات کی فراہمی یقینی بنانے کیلئے حکومت نے اہم فیصلے کیے ہیں اور متعلقہ اداروں کو ہدایات جاری کر دی گئی ہیں کہ وہ فوری طور پر اقدامات کریں تاکہ شہریوں کو کسی قسم کی مشکلات کا سامنا نہ کرنا پڑے جبکہ مختلف شہروں میں اجلاس منعقد ہوئے جن میں صورتحال کا جائزہ لیا گیا اور آئندہ کے لائحہ عمل پر غور کیا گیا۔ پاکستان میں نئی پالیسی کے تحت عوام کو سہولیات کی فراہمی یقینی بنانے کیلئے حکومت نے اہم فیصلے کیے ہیں اور متعلقہ اداروں کو ہدایات جاری کر دی گئی ہیں کہ وہ فوری طور پر اقدامات کریں تاکہ شہریوں کو کسی قسم کی مشکلات کا سامنا نہ کرنا پڑے جبکہ مختلف شہروں میں اجلاس منعقد ہوئے جن میں صورتحال کا جائزہ لیا گیا اور آئندہ کے لائحہ عمل پر غور کیا گیا۔ پاکستان میں نئی پالیسی کے تحت عوام کو سہولیات کی فراہمی یقینی بنانے کیلئے حکومت نے اہم فیصلے کیے ہیں اور متعلقہ اداروں کو ہدایات جاری کر دی گئی ہیں کہ وہ فوری طور پر اقدامات کریں تاکہ شہریوں کو کسی قسم کی مشکلات کا سامنا نہ کرنا پڑے جبکہ مختلف شہروں میں اجلاس منعقد ہوئے جن میں صورتحال کا جائزہ لیا گیا اور آئندہ کے لائحہ عمل پر غور کیا گیا۔ پاکستان میں نئی پالیسی کے تحت عوام کو سہولیات کی فراہمی یقینی بنانے کیلئے حکومت نے اہم فیصلے کیے ہیں اور متعلقہ اداروں کو ہدایات جاری کر دی گئی ہیں کہ وہ فوری طور پر اقدامات کریں تاکہ شہریوں کو کسی قسم کی مشکلات کا سامنا نہ کرنا پڑے جبکہ مختلف شہروں میں اجلاس منعقد ہوئے جن میں صورتحال کا جائزہ لیا گیا اور آئندہ کے لائحہ عمل پر غور کیا گیا۔ پاکستان میں نئی پالیسی کے تحت عوام کو سہولیات کی فراہمی یقینی بنانے کیلئے حکومت نے اہم فیصلے کیے ہیں اور متعلقہ اداروں کو ہدایات جاری کر دی گئی ہیں کہ وہ فوری طور پر اقدامات کریں تاکہ شہریوں کو کسی قسم کی مشکلات کا سامنا نہ کرنا پڑے جبکہ مختلف شہروں میں اجلاس منعقد ہوئے جن میں صورتحال کا جائزہ لیا گیا اور آئندہ کے لائحہ عمل پر غور کیا گیا۔ پاکستان میں نئی پالیسی کے تحت عوام کو سہولیات کی فراہمی یقینی بنانے کیلئے حکومت نے اہم فیصلے کیے ہیں اور متعلقہ اداروں کو ہدایات جاری کر دی گئی ہیں کہ وہ فوری طور پر اقدامات کریں تاکہ شہریوں کو کسی قسم کی مشکلات کا سامنا نہ کرنا پڑے جبکہ مختلف شہروں میں اجلاس منعقد ہوئے جن میں صورتحال کا جائزہ لیا گیا اور آئندہ کے لائحہ عمل پر غور کیا گیا۔ پاکستان میں نئی پالیسی کے تحت عوام کو سہولیات کی فراہمی یقینی بنانے کیلئے حکومت نے اہم فیصلے کیے ہیں اور متعلقہ اداروں کو ہدایات جاری کر دی گئی ہیں کہ وہ فوری طور پر اقدامات کریں تاکہ شہریوں کو کسی قسم کی مشکلات کا سامنا نہ کرنا پڑے جبکہ مختلف شہروں میں اجلاس منعقد ہوئے جن میں صورتحال کا جائزہ لیا گیا اور آئندہ کے لائحہ عمل پر غور کیا گیا۔ پاکستان میں نئی پالیسی کے تحت عوام کو سہولیات کی فراہمی یقینی بنانے کیلئے حکومت نے اہم فیصلے کیے ہیں اور متعلقہ اداروں کو ہدایات جاری کر دی گئی ہیں کہ وہ فوری طور پر اقدامات کریں تاکہ شہریوں کو کسی قسم کی مشکلات کا سامنا نہ کرنا پڑے جبکہ مختلف شہروں میں اجلاس منعقد ہوئے جن میں صورتحال کا جائزہ لیا گیا اور آئندہ کے لائحہ عمل پر غور کیا گیا۔ پاکستان میں نئی پالیسی کے تحت عوام کو سہولیات کی فراہمی یقینی بنانے کیلئے حکومت نے اہم فیصلے کیے ہیں اور متعلقہ اداروں کو ہدایات جاری کر دی گئی ہیں کہ وہ فوری طور پر اقدامات کریں تاکہ شہریوں کو کسی قسم کی مشکلات کا سامنا نہ کرنا پڑے جبکہ مختلف شہروں میں اجلاس منعقد ہوئے جن میں صورتحال کا جائزہ لیا گیا اور آئندہ کے لائحہ عمل پر غور کیا گیا۔ پاکستان میں نئی پالیسی کے تحت عوام کو سہولیات کی فراہمی یقینی بنانے کیلئے حکومت نے اہم فیصلے کیے ہیں اور متعلقہ اداروں کو ہدایات جاری کر دی گئی ہیں کہ وہ فوری طور پر اقدامات کریں تاکہ شہریوں کو کسی قسم کی مشکلات کا سامنا نہ کرنا پڑے جبکہ مختلف شہروں میں اجلاس منعقد ہوئے جن میں صورتحال کا جائزہ لیا گیا اور آئندہ کے لائحہ عمل پر غور کیا گیا۔ پاکستان میں نئی پالیسی کے تحت عوام کو سہولیات کی فراہمی یقینی بنانے کیلئے حکومت نے اہم فیصلے کیے ہیں اور متعلقہ اداروں کو ہدایات جاری کر دی گئی ہیں کہ وہ فوری طور پر اقدامات کریں تاکہ شہریوں کو کسی قسم کی مشکلات کا سامنا نہ کرنا پڑے جبکہ مختلف شہروں میں اجلاس منعقد ہوئے جن میں صورتحال کا جائزہ لیا گیا اور آئندہ کے لائحہ عمل پر غور کیا گیا۔ پاکستان میں نئی پالیسی کے تحت عوام کو سہولیات کی فراہمی یقینی بنانے کیلئے حکومت نے اہم فیصلے کیے ہیں اور متعلقہ اداروں کو ہدایات جاری کر دی گئی ہیں کہ وہ فوری طور پر اقدامات کریں تاکہ شہریوں کو کسی قسم کی مشکلات کا سامنا نہ کرنا پڑے جبکہ مختلف شہروں میں اجلاس منعقد ہوئے جن میں صورتحال کا جائزہ لیا گیا اور آئندہ کے لائحہ عمل پر غور کیا گیا۔ پاکستان میں نئی پالیسی کے تحت عوام کو سہولیات کی فراہمی یقینی بنانے کیلئے حکومت نے اہم فیصلے کیے ہیں اور متعلقہ اداروں کو ہدایات جاری کر دی گئی ہیں کہ وہ فوری طور پر اقدامات کریں تاکہ شہریوں کو کسی قسم کی مشکلات کا سامنا نہ کرنا پڑے جبکہ مختلف شہروں میں اجلاس منعقد ہوئے جن میں صورتحال کا جائزہ لیا گیا اور آئندہ کے لائحہ عمل پر غور کیا گیا۔ پاکستان میں نئی پالیسی کے تحت عوام کو سہولیات کی فراہمی یقینی بنانے کیلئے حکومت نے اہم فیصلے کیے ہیں اور متعلقہ اداروں کو ہدایات جاری کر دی گئی ہیں کہ وہ فوری طور پر اقدامات کریں تاکہ شہریوں کو کسی قسم کی مشکلات کا سامنا نہ کرنا پڑے جبکہ مختلف شہروں میں اجلاس منعقد ہوئے جن میں صورتحال کا جائزہ لیا گیا اور آئندہ کے لائحہ عمل پر غور کیا گیا۔ پاکستان میں نئی پالیسی کے تحت عوام کو سہولیات کی فراہمی یقینی بنانے کیلئے حکومت نے اہم فیصلے کیے ہیں اور متعلقہ اداروں کو ہدایات جاری کر دی گئی ہیں کہ وہ فوری طور پر اقدامات کریں تاکہ شہریوں کو کسی قسم کی مشکلات کا سامنا نہ کرنا پڑے جبکہ مختلف شہروں میں اجلاس منعقد ہوئے جن میں صورتحال کا جائزہ لیا گیا اور آئندہ کے لائحہ عمل پر غور کیا گیا۔ پاکستان میں نئی پالیسی کے تحت عوام کو سہولیات کی فراہمی یقینی بنانے کیلئے حکومت نے اہم فیصلے کیے ہیں اور متعلقہ اداروں کو ہدایات جاری کر دی گئی ہیں کہ وہ فوری طور پر اقدامات کریں تاکہ شہریوں کو کسی قسم کی مشکلات کا سامنا نہ کرنا پڑے جبکہ مختلف شہروں میں اجلاس منعقد ہوئے جن میں صورتحال کا جائزہ لیا گیا اور آئندہ کے لائحہ عمل پر غور کیا گیا۔ پاکستان میں نئی پالیسی کے تحت عوام کو سہولیات کی فراہمی یقینی بنانے کیلئے حکومت نے اہم فیصلے کیے ہیں اور متعلقہ اداروں کو ہدایات جاری کر دی گئی ہیں کہ وہ فوری طور پر اقدامات کریں تاکہ شہریوں کو کسی قسم کی مشکلات کا سامنا نہ کرنا پڑے جبکہ مختلف شہروں میں اجلاس منعقد ہوئے جن میں صورتحال کا جائزہ لیا گیا اور آئندہ کے لائحہ عمل پر غور کیا گیا۔ پاکستان میں نئی پالیسی کے تحت عوام کو سہولیات کی فراہمی یقینی بنانے کیلئے حکومت نے اہم فیصلے کیے ہیں اور متعلقہ اداروں کو ہدایات جاری کر دی گئی ہیں کہ وہ فوری طور پر اقدامات کریں تاکہ شہریوں کو کسی قسم کی مشکلات کا سامنا نہ کرنا پڑے جبکہ مختلف شہروں میں اجلاس منعقد ہوئے جن میں صورتحال کا جائزہ لیا گیا اور آئندہ کے لائحہ عمل پر غور کیا گیا۔ پاکستان میں نئی پالیسی کے تحت عوام کو سہولیات کی فراہمی یقینی بنانے کیلئے حکومت نے اہم فیصلے کیے ہیں اور متعلقہ اداروں کو ہدایات جاری کر دی گئی ہیں کہ وہ فوری طور پر اقدامات کریں تاکہ شہریوں کو کسی قسم کی مشکلات کا سامنا نہ کرنا پڑے جبکہ مختلف شہروں میں اجلاس منعقد ہوئے جن میں صورتحال کا جائزہ لیا گیا اور آئندہ کے لائحہ عمل پر غور کیا گیا۔ پاکستان میں نئی پالیسی کے تحت عوام کو سہولیات کی فراہمی یقینی بنانے کیلئے حکومت نے اہم فیصلے کیے ہیں اور متعلقہ اداروں کو ہدایات جاری کر دی گئی ہیں کہ وہ فوری طور پر اقدامات کریں تاکہ شہریوں کو کسی قسم کی مشکلات کا سامنا نہ کرنا پڑے جبکہ مختلف شہروں میں اجلاس منعقد ہوئے جن میں صورتحال کا جائزہ لیا گیا اور آئندہ کے لائحہ عمل پر غور کیا گیا۔ پاکستان میں نئی پالیسی کے تحت عوام کو سہولیات کی فراہمی یقینی بنانے کیلئے حکومت نے اہم فیصلے کیے ہیں اور متعلقہ اداروں کو ہدایات جاری کر دی گئی ہیں کہ وہ فوری طور پر اقدامات کریں تاکہ شہریوں کو کسی قسم کی مشکلات کا سامنا نہ کرنا پڑے جبکہ مختلف شہروں میں اجلاس منعقد ہوئے جن میں صورتحال کا جائزہ لیا گیا اور آئندہ کے لائحہ عمل پر غور کیا گیا۔ پاکستان میں نئی پالیسی کے تحت عوام کو سہولیات کی فراہمی یقینی بنانے کیلئے حکومت نے اہم فیصلے کیے ہیں اور متعلقہ اداروں کو ہدایات جاری کر دی گئی ہیں کہ وہ فوری طور پر اقدامات کریں تاکہ شہریوں کو کسی قسم کی مشکلات کا سامنا نہ کرنا پڑے جبکہ مختلف شہروں میں اجلاس منعقد ہوئے جن میں صورتحال کا جائزہ لیا گیا اور آئندہ کے لائحہ عمل پر غور کیا گیا۔ پاکستان میں نئی پالیسی کے تحت عوام کو سہولیات کی فراہمی یقینی بنانے کیلئے حکومت نے اہم فیصلے کیے ہیں اور متعلقہ اداروں کو ہدایات جاری کر دی گئی ہیں کہ وہ فوری طور پر اقدامات کریں تاکہ شہریوں کو کسی قسم کی مشکلات کا سامنا نہ کرنا پڑے جبکہ مختلف شہروں میں اجلاس منعقد ہوئے جن میں صورتحال کا جائزہ لیا گیا اور آئندہ کے لائحہ عمل پر غور کیا گیا۔ پاکستان میں نئی پالیسی کے تحت عوام کو سہولیات کی فراہمی یقینی بنانے کیلئے حکومت نے اہم فیصلے کیے ہیں اور متعلقہ اداروں کو ہدایات جاری کر دی گئی ہیں کہ وہ فوری طور پر اقدامات کریں تاکہ شہریوں کو کسی قسم کی مشکلات کا سامنا نہ کرنا پڑے جبکہ مختلف شہروں میں اجلاس منعقد ہوئے جن میں صورتحال کا جائزہ لیا گیا اور آئندہ کے لائحہ عمل پر غور کیا گیا۔ پاکستان میں نئی پالیسی کے تحت عوام کو سہولیات کی فراہمی یقینی بنانے کیلئے حکومت نے اہم فیصلے کیے ہیں اور متعلقہ اداروں کو ہدایات جاری کر دی گئی ہیں کہ وہ فوری طور پر اقدامات کریں تاکہ شہریوں کو کسی قسم کی مشکلات کا سامنا نہ کرنا پڑے جبکہ مختلف شہروں میں اجلاس منعقد ہوئے جن میں صورتحال کا جائزہ لیا گیا اور آئندہ کے لائحہ عمل پر غور کیا گیا۔ پاکستان میں نئی پالیسی کے تحت عوام کو سہولیات کی فراہمی یقینی بنانے کیلئے حکومت نے اہم فیصلے کیے ہیں اور متعلقہ اداروں کو ہدایات جاری کر دی گئی ہیں کہ وہ فوری طور پر اقدامات کریں تاکہ شہریوں کو کسی قسم کی مشکلات کا سامنا نہ کرنا پڑے جبکہ مختلف شہروں میں اجلاس منعقد ہوئے جن میں صورتحال کا جائزہ لیا گیا اور آئندہ کے لائحہ عمل پر غور کیا گیا۔ پاکستان میں نئی پالیسی کے تحت عوام کو سہولیات کی فراہمی یقینی بنانے کیلئے حکومت نے اہم فیصلے کیے ہیں اور متعلقہ اداروں کو ہدایات جاری کر دی گئی ہیں کہ وہ فوری طور پر اقدامات کریں تاکہ شہریوں کو کسی قسم کی مشکلات کا سامنا نہ کرنا پڑے جبکہ مختلف شہروں میں اجلاس منعقد ہوئے جن میں صورتحال کا جائزہ لیا گیا اور آئندہ کے لائحہ عمل پر غور کیا گیا۔ پاکستان میں نئی پالیسی کے تحت عوام کو سہولیات کی فراہمی یقینی بنانے کیلئے حکومت نے اہم فیصلے کیے ہیں اور متعلقہ اداروں کو ہدایات جاری کر دی گئی ہیں کہ وہ فوری طور پر اقدامات کریں تاکہ شہریوں کو کسی قسم کی مشکلات کا سامنا نہ کرنا پڑے جبکہ مختلف شہروں میں اجلاس منعقد ہوئے جن میں صورتحال کا جائزہ لیا گیا اور آئندہ کے لائحہ عمل پر غور کیا گیا۔ پاکستان میں نئی پالیسی کے تحت عوام کو سہولیات کی فراہمی یقینی بنانے کیلئے حکومت نے اہم فیصلے کیے ہیں اور متعلقہ اداروں کو ہدایات جاری کر دی گئی ہیں کہ وہ فوری طور پر اقدامات کریں تاکہ شہریوں کو کسی قسم کی مشکلات کا سامنا نہ کرنا پڑے جبکہ مختلف شہروں میں اجلاس منعقد ہوئے جن میں صورتحال کا جائزہ لیا گیا اور آئندہ کے لائحہ عمل پر غور کیا گیا۔ پاکستان میں نئی پالیسی کے تحت عوام کو سہولیات کی فراہمی یقینی بنانے کیلئے حکومت نے اہم فیصلے کیے ہیں اور متعلقہ اداروں کو ہدایات جاری کر دی گئی ہیں کہ وہ فوری طور پر اقدامات کریں تاکہ شہریوں کو کسی قسم کی مشکلات کا سامنا نہ کرنا پڑے جبکہ مختلف شہروں میں اجلاس منعقد ہوئے جن میں صورتحال کا جائزہ لیا گیا اور آئندہ کے لائحہ عمل پر غور کیا گیا۔ پاکستان میں نئی پالیسی کے تحت عوام کو سہولیات کی فراہمی یقینی بنانے کیلئے حکومت نے اہم فیصلے کیے ہیں اور متعلقہ اداروں کو ہدایات جاری کر دی گئی ہیں کہ وہ فوری طور پر اقدامات کریں تاکہ شہریوں کو کسی قسم کی مشکلات کا سامنا نہ کرنا پڑے جبکہ مختلف شہروں میں اجلاس منعقد ہوئے جن میں صورتحال کا جائزہ لیا گیا اور آئندہ کے لائحہ عمل پر غور کیا گیا۔ پاکستان میں نئی پالیسی کے تحت عوام کو سہولیات کی فراہمی یقینی بنانے کیلئے حکومت نے اہم فیصلے کیے ہیں اور متعلقہ اداروں کو ہدایات جاری کر دی گئی ہیں کہ وہ فوری طور پر اقدامات کریں تاکہ شہریوں کو کسی قسم کی مشکلات کا سامنا نہ کرنا پڑے جبکہ مختلف شہروں میں اجلاس منعقد ہوئے جن میں صورتحال کا جائزہ لیا گیا اور آئندہ کے لائحہ عمل پر غور کیا گیا۔ پاکستان میں نئی پالیسی کے تحت عوام کو سہولیات کی فراہمی یقینی بنانے کیلئے حکومت نے اہم فیصلے کیے ہیں اور متعلقہ اداروں کو ہدایات جاری کر دی گئی ہیں کہ وہ فوری طور پر اقدامات کریں تاکہ شہریوں کو کسی قسم کی مشکلات کا سامنا نہ کرنا پڑے جبکہ مختلف شہروں میں اجلاس منعقد ہوئے جن میں صورتحال کا جائزہ لیا گیا اور آئندہ کے لائحہ عمل پر غور کیا گیا۔ پاکستان میں نئی پالیسی کے تحت عوام کو سہولیات کی فراہمی یقینی بنانے کیلئے حکومت نے اہم فیصلے کیے ہیں اور متعلقہ اداروں کو ہدایات جاری کر دی گئی ہیں کہ وہ فوری طور پر اقدامات کریں تاکہ شہریوں کو کسی قسم کی مشکلات کا سامنا نہ کرنا پڑے جبکہ مختلف شہروں میں اجلاس منعقد ہوئے جن میں صورتحال کا جائزہ لیا گیا اور آئندہ کے لائحہ عمل پر غور کیا گیا۔ پاکستان میں نئی پالیسی کے تحت عوام کو سہولیات کی فراہمی یقینی بنانے کیلئے حکومت نے اہم فیصلے کیے ہیں اور متعلقہ اداروں کو ہدایات جاری کر دی گئی ہیں کہ وہ فوری طور پر اقدامات کریں تاکہ شہریوں کو کسی قسم کی مشکلات کا سامنا نہ کرنا پڑے جبکہ مختلف شہروں میں اجلاس منعقد ہوئے جن میں صورتحال کا جائزہ لیا گیا اور آئندہ کے لائحہ عمل پر غور کیا گیا۔ پاکستان میں نئی پالیسی کے تحت عوام کو سہولیات کی فراہمی یقینی بنانے کیلئے حکومت نے اہم فیصلے کیے ہیں اور متعلقہ اداروں کو ہدایات جاری کر دی گئی ہیں کہ وہ فوری طور پر اقدامات کریں تاکہ شہریوں کو کسی قسم کی مشکلات کا سامنا نہ کرنا پڑے جبکہ مختلف شہروں میں اجلاس منعقد ہوئے جن میں صورتحال کا جائزہ لیا گیا اور آئندہ کے لائحہ عمل پر غور کیا گیا۔ <box>201 18 293 2575</box>
stf-tag: STF <box>101 646 111 652</box>
story-title: جوابی کارروائی <box>500 1047 549 1057</box>
story-title: تعلیمی ادارے <box>400 227 448 237</box>
article-text: پاکستان میں نئی پالیسی کے تحت عوام کو سہولیات کی فراہمی یقینی بنانے کیلئے حکومت نے اہم فیصلے کیے ہیں اور متعلقہ اداروں کو ہدایات جاری کر دی گئی ہیں کہ وہ فوری طور پر اقدامات کریں تاکہ شہریوں کو کسی قسم کی مشکلات کا سامنا نہ کرنا پڑے جبکہ مختلف شہروں میں اجلاس منعقد ہوئے جن میں صورتحال کا جائزہ لیا گیا اور آئندہ کے لائحہ عمل پر غور کیا گیا۔ پاکستان میں نئی پالیسی کے تحت عوام کو سہولیات کی فراہمی یقینی بنانے کیلئے حکومت نے اہم فیصلے کیے ہیں اور متعلقہ اداروں کو ہدایات جاری کر دی گئی ہیں کہ وہ فوری طور پر اقدامات کریں تاکہ شہریوں کو کسی قسم کی مشکلات کا سامنا نہ کرنا پڑے جبکہ مختلف شہروں میں اجلاس منعقد ہوئے جن میں صورتحال کا جائزہ لیا گیا اور آئندہ کے لائحہ عمل پر غور کیا گیا۔ پاکستان میں نئی پالیسی کے تحت عوام کو سہولیات کی فراہمی یقینی بنانے کیلئے حکومت نے اہم فیصلے کیے ہیں اور متعلقہ اداروں کو ہدایات جاری کر دی گئی ہیں کہ وہ فوری طور پر اقدامات کریں تاکہ شہریوں کو کسی قسم کی مشکلات کا سامنا نہ کرنا پڑے جبکہ مختلف شہروں میں اجلاس منعقد ہوئے جن میں صورتحال کا جائزہ لیا گیا اور آئندہ کے لائحہ عمل پر غور کیا گیا۔ <box>499 649 594 838</box>
gavel-icon: ⚖ <box>105 439 112 449</box>
article-text: پاکستان میں نئی پالیسی کے تحت عوام کو سہولیات کی فراہمی یقینی بنانے کیلئے حکومت نے اہم فیصلے کیے ہیں اور متعلقہ اداروں کو ہدایات جاری کر دی گئی ہیں کہ وہ فوری طور پر اقدامات کریں تاکہ شہریوں کو کسی قسم کی مشکلات کا سامنا نہ کرنا پڑے جبکہ مختلف شہروں میں اجلاس منعقد ہوئے جن میں صورتحال کا جائزہ لیا گیا اور آئندہ کے لائحہ عمل پر غور کیا گیا۔ پاکستان میں نئی پالیسی کے تحت عوام کو سہولیات کی فراہمی یقینی بنانے کیلئے حکومت نے اہم فیصلے کیے ہیں اور متعلقہ اداروں کو ہدایات جاری کر دی گئی ہیں کہ وہ فوری طور پر اقدامات کریں تاکہ شہریوں کو کسی قسم کی مشکلات کا سامنا نہ کرنا پڑے جبکہ مختلف شہروں میں اجلاس منعقد ہوئے جن میں صورتحال کا جائزہ لیا گیا اور آئندہ کے لائحہ عمل پر غور کیا گیا۔ <box>702 901 795 1029</box>
article-text: پاکستان میں نئی پالیسی کے تحت عوام کو سہولیات کی فراہمی یقینی بنانے کیلئے حکومت نے اہم فیصلے کیے ہیں اور متعلقہ اداروں کو ہدایات جاری کر دی گئی ہیں کہ وہ فوری طور پر اقدامات کریں تاکہ شہریوں کو کسی قسم کی مشکلات کا سامنا نہ کرنا پڑے جبکہ مختلف شہروں میں اجلاس منعقد ہوئے جن میں صورتحال کا جائزہ لیا گیا اور آئندہ کے لائحہ عمل پر غور کیا گیا۔ پاکستان میں نئی پالیسی کے تحت عوام کو سہولیات کی فراہمی یقینی بنانے کیلئے حکومت نے اہم فیصلے کیے ہیں اور متعلقہ اداروں کو ہدایات جاری کر دی گئی ہیں کہ وہ فوری طور پر اقدامات کریں تاکہ شہریوں کو کسی قسم کی مشکلات کا سامنا نہ کرنا پڑے جبکہ مختلف شہروں میں اجلاس منعقد ہوئے جن میں صورتحال کا جائزہ لیا گیا اور آئندہ کے لائحہ عمل پر غور کیا گیا۔ پاکستان میں نئی پالیسی کے تحت عوام کو سہولیات کی فراہمی یقینی بنانے کیلئے حکومت نے اہم فیصلے کیے ہیں اور متعلقہ اداروں کو ہدایات جاری کر دی گئی ہیں کہ وہ فوری طور پر اقدامات کریں تاکہ شہریوں کو کسی قسم کی مشکلات کا سامنا نہ کرنا پڑے جبکہ مختلف شہروں میں اجلاس منعقد ہوئے جن میں صورتحال کا جائزہ لیا گیا اور آئندہ کے لائحہ عمل پر غور کیا گیا۔ پاکستان میں نئی پالیسی کے تحت عوام کو سہولیات کی فراہمی یقینی بنانے کیلئے حکومت نے اہم فیصلے کیے ہیں اور متعلقہ اداروں کو ہدایات جاری کر دی گئی ہیں کہ وہ فوری طور پر اقدامات کریں تاکہ شہریوں کو کسی قسم کی مشکلات کا سامنا نہ کرنا پڑے جبکہ مختلف شہروں میں اجلاس منعقد ہوئے جن میں صورتحال کا جائزہ لیا گیا اور آئندہ کے لائحہ عمل پر غور کیا گیا۔ پاکستان میں نئی پالیسی کے تحت عوام کو سہولیات کی فراہمی یقینی بنانے کیلئے حکومت نے اہم فیصلے کیے ہیں اور متعلقہ اداروں کو ہدایات جاری کر دی گئی ہیں کہ وہ فوری طور پر اقدامات کریں تاکہ شہریوں کو کسی قسم کی مشکلات کا سامنا نہ کرنا پڑے جبکہ مختلف شہروں میں اجلاس منعقد ہوئے جن میں صورتحال کا جائزہ لیا گیا اور آئندہ کے لائحہ عمل پر غور کیا گیا۔ پاکستان میں نئی پالیسی کے تحت عوام کو سہولیات کی فراہمی یقینی بنانے کیلئے حکومت نے اہم فیصلے کیے ہیں اور متعلقہ اداروں کو ہدایات جاری کر دی گئی ہیں کہ وہ فوری طور پر اقدامات کریں تاکہ شہریوں کو کسی قسم کی مشکلات کا سامنا نہ کرنا پڑے جبکہ مختلف شہروں میں اجلاس منعقد ہوئے جن میں صورتحال کا جائزہ لیا گیا اور آئندہ کے لائحہ عمل پر غور کیا گیا۔ پاکستان میں نئی پالیسی کے تحت عوام کو سہولیات کی فراہمی یقینی بنانے کیلئے حکومت نے اہم فیصلے کیے ہیں اور متعلقہ اداروں کو ہدایات جاری کر دی گئی ہیں کہ وہ فوری طور پر اقدامات کریں تاکہ شہریوں کو کسی قسم کی مشکلات کا سامنا نہ کرنا پڑے جبکہ مختلف شہروں میں اجلاس منعقد ہوئے جن میں صورتحال کا جائزہ لیا گیا اور آئندہ کے لائحہ عمل پر غور کیا گیا۔ پاکستان میں نئی پالیسی کے تحت عوام کو سہولیات کی فراہمی یقینی بنانے کیلئے حکومت نے اہم فیصلے کیے ہیں اور متعلقہ اداروں کو ہدایات جاری کر دی گئی ہیں کہ وہ فوری طور پر اقدامات کریں تاکہ شہریوں کو کسی قسم کی مشکلات کا سامنا نہ کرنا پڑے جبکہ مختلف شہروں میں اجلاس منعقد ہوئے جن میں صورتحال کا جائزہ لیا گیا اور آئندہ کے لائحہ عمل پر غور کیا گیا۔ <box>3 930 95 1441</box>
story-header <box>399 636 492 648</box>
article-text: پاکستان میں نئی پالیسی کے تحت عوام کو سہولیات کی فراہمی یقینی بنانے کیلئے حکومت نے اہم فیصلے کیے ہیں اور متعلقہ اداروں کو ہدایات جاری کر دی گئی ہیں کہ وہ فوری طور پر اقدامات کریں تاکہ شہریوں کو کسی قسم کی مشکلات کا سامنا نہ کرنا پڑے جبکہ مختلف شہروں میں اجلاس منعقد ہوئے جن میں صورتحال کا جائزہ لیا گیا اور آئندہ کے لائحہ عمل پر غور کیا گیا۔ پاکستان میں نئی پالیسی کے تحت عوام کو سہولیات کی فراہمی یقینی بنانے کیلئے حکومت نے اہم فیصلے کیے ہیں اور متعلقہ اداروں کو ہدایات جاری کر دی گئی ہیں کہ وہ فوری طور پر اقدامات کریں تاکہ شہریوں کو کسی قسم کی مشکلات کا سامنا نہ کرنا پڑے جبکہ مختلف شہروں میں اجلاس منعقد ہوئے جن میں صورتحال کا جائزہ لیا گیا اور آئندہ کے لائحہ عمل پر غور کیا گیا۔ پاکستان میں نئی پالیسی کے تحت عوام کو سہولیات کی فراہمی یقینی بنانے کیلئے حکومت نے اہم فیصلے کیے ہیں اور متعلقہ اداروں کو ہدایات جاری کر دی گئی ہیں کہ وہ فوری طور پر اقدامات کریں تاکہ شہریوں کو کسی قسم کی مشکلات کا سامنا نہ کرنا پڑے جبکہ مختلف شہروں میں اجلاس منعقد ہوئے جن میں صورتحال کا جائزہ لیا گیا اور آئندہ کے لائحہ عمل پر غور کیا گیا۔ <box>399 35 492 223</box>
article-text: پاکستان میں نئی پالیسی کے تحت عوام کو سہولیات کی فراہمی یقینی بنانے کیلئے حکومت نے اہم فیصلے کیے ہیں اور متعلقہ اداروں کو ہدایات جاری کر دی گئی ہیں کہ وہ فوری طور پر اقدامات کریں تاکہ شہریوں کو کسی قسم کی مشکلات کا سامنا نہ کرنا پڑے جبکہ مختلف شہروں میں اجلاس منعقد ہوئے جن میں صورتحال کا جائزہ لیا گیا اور آئندہ کے لائحہ عمل پر غور کیا گیا۔ پاکستان میں نئی پالیسی کے تحت عوام کو سہولیات کی فراہمی یقینی بنانے کیلئے حکومت نے اہم فیصلے کیے ہیں اور متعلقہ اداروں کو ہدایات جاری کر دی گئی ہیں کہ وہ فوری طور پر اقدامات کریں تاکہ شہریوں کو کسی قسم کی مشکلات کا سامنا نہ کرنا پڑے جبکہ مختلف شہروں میں اجلاس منعقد ہوئے جن میں صورتحال کا جائزہ لیا گیا اور آئندہ کے لائحہ عمل پر غور کیا گیا۔ <box>600 179 695 307</box>
stf-tag: STF <box>3 435 13 441</box>
story-title: امریکی فیصلہ <box>702 744 755 754</box>
article-text: پاکستان میں نئی پالیسی کے تحت عوام کو سہولیات کی فراہمی یقینی بنانے کیلئے حکومت نے اہم فیصلے کیے ہیں اور متعلقہ اداروں کو ہدایات جاری کر دی گئی ہیں کہ وہ فوری طور پر اقدامات کریں تاکہ شہریوں کو کسی قسم کی مشکلات کا سامنا نہ کرنا پڑے جبکہ مختلف شہروں میں اجلاس منعقد ہوئے جن میں صورتحال کا جائزہ لیا گیا اور آئندہ کے لائحہ عمل پر غور کیا گیا۔ پاکستان میں نئی پالیسی کے تحت عوام کو سہولیات کی فراہمی یقینی بنانے کیلئے حکومت نے اہم فیصلے کیے ہیں اور متعلقہ اداروں کو ہدایات جاری کر دی گئی ہیں کہ وہ فوری طور پر اقدامات کریں تاکہ شہریوں کو کسی قسم کی مشکلات کا سامنا نہ کرنا پڑے جبکہ مختلف شہروں میں اجلاس منعقد ہوئے جن میں صورتحال کا جائزہ لیا گیا اور آئندہ کے لائحہ عمل پر غور کیا گیا۔ <box>702 35 795 162</box>
article-text: پاکستان میں نئی پالیسی کے تحت عوام کو سہولیات کی فراہمی یقینی بنانے کیلئے حکومت نے اہم فیصلے کیے ہیں اور متعلقہ اداروں کو ہدایات جاری کر دی گئی ہیں کہ وہ فوری طور پر اقدامات کریں تاکہ شہریوں کو کسی قسم کی مشکلات کا سامنا نہ کرنا پڑے جبکہ مختلف شہروں میں اجلاس منعقد ہوئے جن میں صورتحال کا جائزہ لیا گیا اور آئندہ کے لائحہ عمل پر غور کیا گیا۔ پاکستان میں نئی پالیسی کے تحت عوام کو سہولیات کی فراہمی یقینی بنانے کیلئے حکومت نے اہم فیصلے کیے ہیں اور متعلقہ اداروں کو ہدایات جاری کر دی گئی ہیں کہ وہ فوری طور پر اقدامات کریں تاکہ شہریوں کو کسی قسم کی مشکلات کا سامنا نہ کرنا پڑے جبکہ مختلف شہروں میں اجلاس منعقد ہوئے جن میں صورتحال کا جائزہ لیا گیا اور آئندہ کے لائحہ عمل پر غور کیا گیا۔ پاکستان میں نئی پالیسی کے تحت عوام کو سہولیات کی فراہمی یقینی بنانے کیلئے حکومت نے اہم فیصلے کیے ہیں اور متعلقہ اداروں کو ہدایات جاری کر دی گئی ہیں کہ وہ فوری طور پر اقدامات کریں تاکہ شہریوں کو کسی قسم کی مشکلات کا سامنا نہ کرنا پڑے جبکہ مختلف شہروں میں اجلاس منعقد ہوئے جن میں صورتحال کا جائزہ لیا گیا اور آئندہ کے لائحہ عمل پر غور کیا گیا۔ پاکستان میں نئی پالیسی کے تحت عوام کو سہولیات کی فراہمی یقینی بنانے کیلئے حکومت نے اہم فیصلے کیے ہیں اور متعلقہ اداروں کو ہدایات جاری کر دی گئی ہیں کہ وہ فوری طور پر اقدامات کریں تاکہ شہریوں کو کسی قسم کی مشکلات کا سامنا نہ کرنا پڑے جبکہ مختلف شہروں میں اجلاس منعقد ہوئے جن میں صورتحال کا جائزہ لیا گیا اور آئندہ کے لائحہ عمل پر غور کیا گیا۔ پاکستان میں نئی پالیسی کے تحت عوام کو سہولیات کی فراہمی یقینی بنانے کیلئے حکومت نے اہم فیصلے کیے ہیں اور متعلقہ اداروں کو ہدایات جاری کر دی گئی ہیں کہ وہ فوری طور پر اقدامات کریں تاکہ شہریوں کو کسی قسم کی مشکلات کا سامنا نہ کرنا پڑے جبکہ مختلف شہروں میں اجلاس منعقد ہوئے جن میں صورتحال کا جائزہ لیا گیا اور آئندہ کے لائحہ عمل پر غور کیا گیا۔ پاکستان میں نئی پالیسی کے تحت عوام کو سہولیات کی فراہمی یقینی بنانے کیلئے حکومت نے اہم فیصلے کیے ہیں اور متعلقہ اداروں کو ہدایات جاری کر دی گئی ہیں کہ وہ فوری طور پر اقدامات کریں تاکہ شہریوں کو کسی قسم کی مشکلات کا سامنا نہ کرنا پڑے جبکہ مختلف شہروں میں اجلاس منعقد ہوئے جن میں صورتحال کا جائزہ لیا گیا اور آئندہ کے لائحہ عمل پر غور کیا گیا۔ <box>702 1610 795 1986</box>
column-classifieds-left <box>3 18 95 1469</box>
notice-header <box>3 444 95 459</box>
story-number: چیستان 16 <box>651 600 694 609</box>
